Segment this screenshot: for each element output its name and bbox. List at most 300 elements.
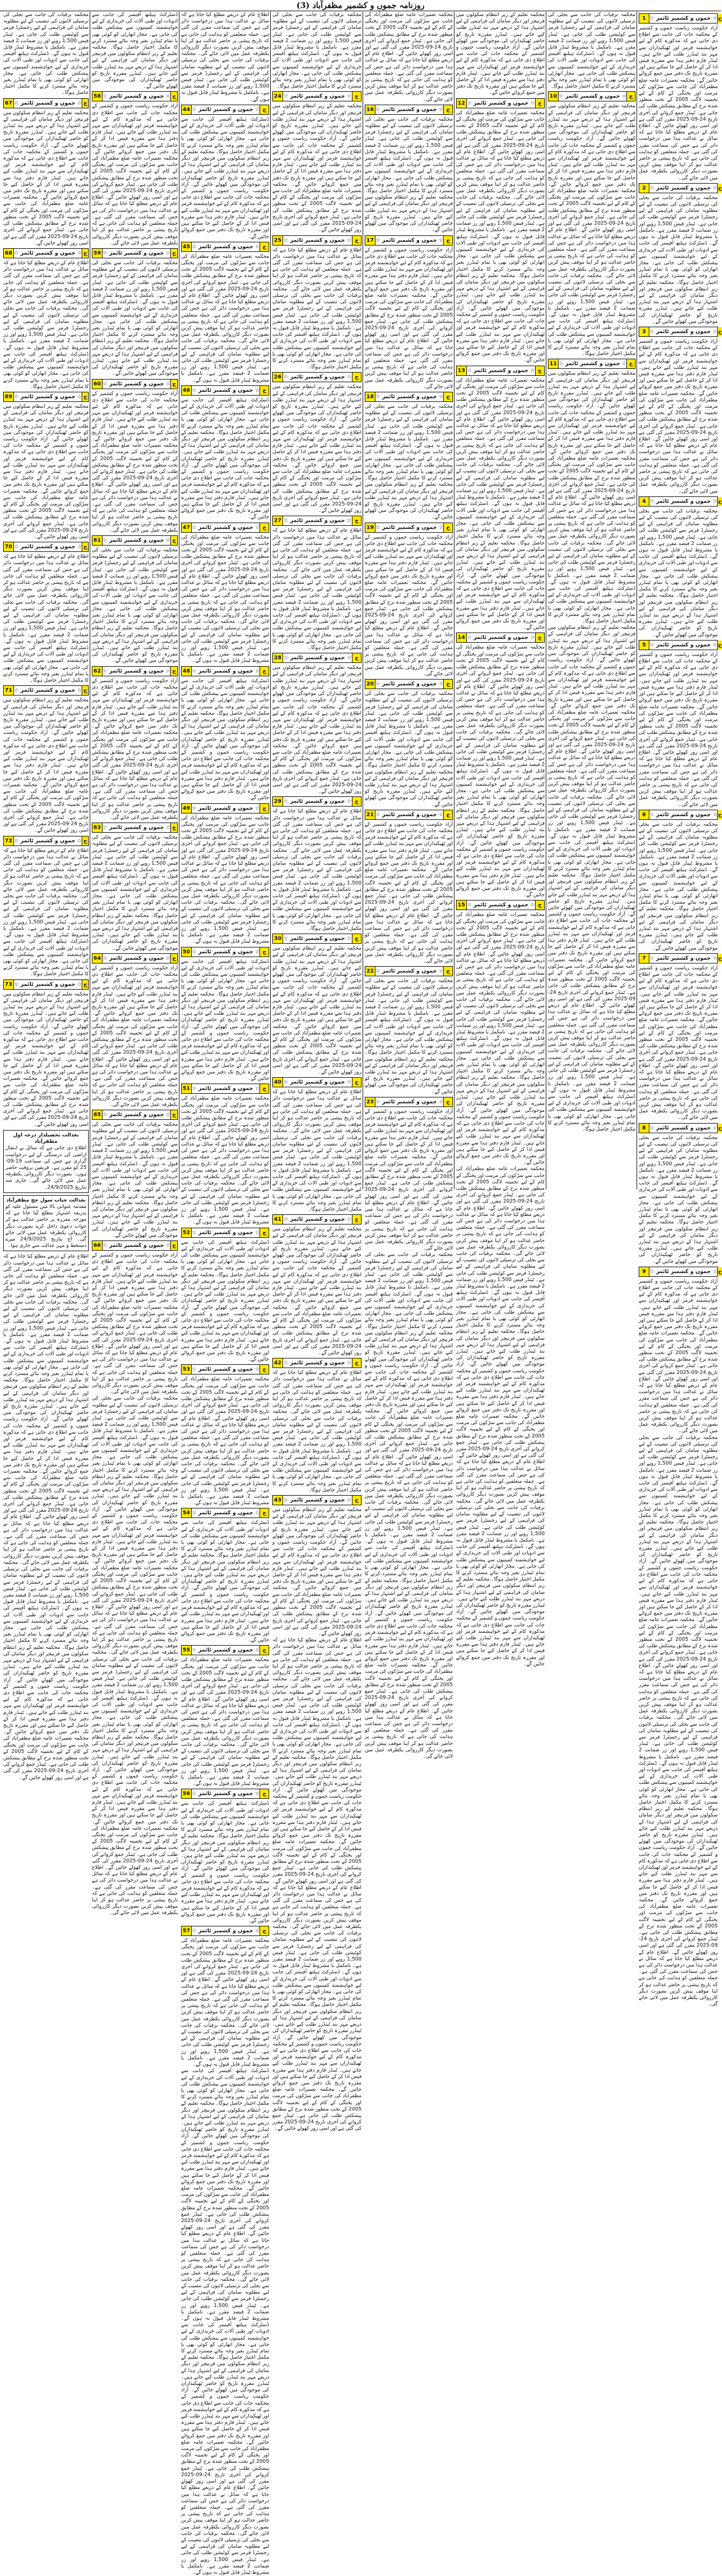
ad-body-text: آزاد حکومت ریاست جموں و کشمیر کے محکمہ جات کی جانب سے اطلاع دی جاتی ہے کہ مذکورہ کام کے لیے خواہشمند فرمز اور ٹھیکیداران سے مہر بند ٹینڈرز طلب کیے جاتے ہیں۔ ٹینڈر فارم دفتر ہذا سے مقررہ فیس ادا کر کے حاصل کیے جا سکتے ہیں اور مقررہ تاریخ تک دفتر میں جمع کروائے جائیں گے۔ محکمہ تعمیرات عامہ ضلع مظفرآباد کی جانب سے سڑکوں کی مرمت اور پختگی کے کام کے لیے تخمینہ لاگت 2005 کے تحت منظور شدہ نرخ کے مطابق پیشکش طلب کی جاتی ہے۔ ٹینڈر جمع کروانے کی آخری تاریخ 24-09-2025 مقرر کی گئی ہے اور اسی روز کھولے جائیں گے۔ اطلاع عام کے ذریعے مطلع کیا جاتا ہے کہ سائل نے عدالت ہذا میں درخواست دائر کی ہے جس کی سماعت مقرر کی گئی ہے۔ جملہ متعلقین کو ہدایت کی جاتی ہے کہ تاریخ پیشی پر حاضر عدالت ہو کر اپنا موقف پیش کریں بصورت دیگر کارروائی یکطرفہ عمل میں لائی جائے گی۔ (365, 1108, 453, 1252)
ad-title: ☆ جموں و کشمیر ٹائمز ☆ (192, 1086, 260, 1092)
ad-number-badge: 61 (92, 536, 103, 545)
ad-title: ☆ جموں و کشمیر ٹائمز ☆ (283, 1216, 352, 1223)
ad-body-text: ڈسٹرکٹ ہیلتھ آفیسر کی جانب سے ادویات اور طبی آلات کی خریداری کے لیے خواہشمند کمپنیوں سے پیشکش طلب کی جاتی ہے۔ مجاز اتھارٹی کو کوئی بھی یا تمام ٹینڈرز بغیر وجہ بتائے مسترد کرنے کا مکمل اختیار حاصل ہوگا۔ محکمہ تعلیم کے زیر انتظام سکولوں میں فرنیچر اور دیگر سامان کی فراہمی کے لیے اشتہار ہذا کے ذریعے مہر بند ٹینڈرز طلب کیے جاتے ہیں۔ ٹینڈرز مقررہ تاریخ کو حاضر ٹھیکیداران کی موجودگی میں کھولے جائیں گے۔ آزاد حکومت ریاست جموں و کشمیر کے محکمہ جات کی جانب سے اطلاع دی جاتی ہے کہ مذکورہ کام کے لیے خواہشمند فرمز اور ٹھیکیداران سے مہر بند ٹینڈرز طلب کیے جاتے ہیں۔ ٹینڈر فارم دفتر ہذا سے مقررہ فیس ادا کر کے حاصل کیے جا سکتے ہیں اور مقررہ تاریخ تک دفتر میں جمع کروائے جائیں گے۔ (181, 1520, 269, 1643)
ad-body-text: آزاد حکومت ریاست جموں و کشمیر کے محکمہ جات کی جانب سے اطلاع دی جاتی ہے کہ مذکورہ کام کے لیے خواہشمند فرمز اور ٹھیکیداران سے مہر بند ٹینڈرز طلب کیے جاتے ہیں۔ ٹینڈر فارم دفتر ہذا سے مقررہ فیس ادا کر کے حاصل کیے جا سکتے ہیں اور مقررہ تاریخ تک دفتر میں جمع کروائے جائیں گے۔ محکمہ تعمیرات عامہ ضلع مظفرآباد کی جانب سے سڑکوں کی مرمت اور پختگی کے کام کے لیے تخمینہ لاگت 2005 کے تحت منظور شدہ نرخ کے مطابق پیشکش طلب کی جاتی ہے۔ ٹینڈر جمع کروانے کی آخری تاریخ 24-09-2025 مقرر کی گئی ہے اور اسی روز کھولے جائیں گے۔ اطلاع عام کے ذریعے مطلع کیا جاتا ہے کہ سائل نے عدالت ہذا میں درخواست دائر کی ہے جس کی سماعت مقرر کی گئی ہے۔ جملہ متعلقین کو ہدایت کی جاتی ہے کہ تاریخ پیشی پر حاضر عدالت ہو کر اپنا موقف پیش کریں بصورت دیگر کارروائی یکطرفہ عمل میں لائی جائے گی۔ (639, 651, 718, 808)
newspaper-logo-icon: ج (260, 1789, 269, 1798)
ad-title: ☆ جموں و کشمیر ٹائمز ☆ (192, 106, 260, 113)
ad-body-text: محکمہ تعلیم کے زیر انتظام سکولوں میں فرنیچر اور دیگر سامان کی فراہمی کے لیے اشتہار ہذا کے ذریعے مہر بند ٹینڈرز طلب کیے جاتے ہیں۔ ٹینڈرز مقررہ تاریخ کو حاضر ٹھیکیداران کی موجودگی میں کھولے جائیں گے۔ آزاد حکومت ریاست جموں و کشمیر کے محکمہ جات کی جانب سے اطلاع دی جاتی ہے کہ مذکورہ کام کے لیے خواہشمند فرمز اور ٹھیکیداران سے مہر بند ٹینڈرز طلب کیے جاتے ہیں۔ ٹینڈر فارم دفتر ہذا سے مقررہ فیس ادا کر کے حاصل کیے جا سکتے ہیں اور مقررہ تاریخ تک دفتر میں جمع کروائے جائیں گے۔ محکمہ تعمیرات عامہ ضلع مظفرآباد کی جانب سے سڑکوں کی مرمت اور پختگی کے کام کے لیے تخمینہ لاگت 2005 کے تحت منظور شدہ نرخ کے مطابق پیشکش طلب کی جاتی ہے۔ ٹینڈر جمع کروانے کی آخری تاریخ 24-09-2025 مقرر کی گئی ہے اور اسی روز کھولے جائیں گے۔ اطلاع عام کے ذریعے مطلع کیا جاتا ہے کہ سائل نے عدالت ہذا میں درخواست دائر کی ہے جس کی سماعت مقرر کی گئی ہے۔ جملہ متعلقین کو ہدایت کی جاتی ہے کہ تاریخ پیشی پر حاضر عدالت ہو کر اپنا موقف پیش کریں بصورت دیگر کارروائی یکطرفہ عمل میں لائی جائے گی۔ محکمہ برقیات کی جانب سے بجلی کی ترسیلی لائنوں کی تنصیب کے لیے مطلوبہ سامان کی فراہمی کے لیے رجسٹرڈ فرمز سے کوٹیشن طلب کی جاتی ہے۔ ٹینڈر فیس 1,500 روپے اور زر ضمانت 2 فیصد مقرر ہے۔ نامکمل یا مشروط ٹینڈر قابل قبول نہ ہوں گے۔ ڈسٹرکٹ ہیلتھ آفیسر کی جانب سے ادویات اور طبی آلات کی خریداری کے لیے خواہشمند کمپنیوں سے پیشکش طلب کی جاتی ہے۔ مجاز اتھارٹی کو کوئی بھی یا تمام ٹینڈرز بغیر وجہ بتائے مسترد کرنے کا مکمل اختیار حاصل ہوگا۔ محکمہ تعلیم کے زیر انتظام سکولوں میں فرنیچر اور دیگر سامان کی فراہمی کے لیے اشتہار ہذا کے ذریعے مہر بند ٹینڈرز طلب کیے جاتے ہیں۔ ٹینڈرز مقررہ تاریخ کو حاضر ٹھیکیداران کی موجودگی میں کھولے جائیں گے۔ آزاد حکومت ریاست جموں و کشمیر کے محکمہ جات کی جانب سے اطلاع دی جاتی ہے کہ مذکورہ کام کے لیے خواہشمند فرمز اور ٹھیکیداران سے مہر بند ٹینڈرز طلب کیے جاتے ہیں۔ ٹینڈر فارم دفتر ہذا سے مقررہ فیس ادا کر کے حاصل کیے جا سکتے ہیں اور مقررہ تاریخ تک دفتر میں جمع کروائے جائیں گے۔ محکمہ تعمیرات عامہ ضلع مظفرآباد کی جانب سے سڑکوں کی مرمت اور پختگی کے کام کے لیے تخمینہ لاگت 2005 کے تحت منظور شدہ نرخ کے مطابق پیشکش طلب کی جاتی ہے۔ ٹینڈر جمع کروانے کی آخری تاریخ 24-09-2025 مقرر کی گئی ہے اور اسی روز کھولے جائیں گے۔ اطلاع عام کے ذریعے مطلع کیا جاتا ہے کہ سائل نے عدالت ہذا میں درخواست دائر کی ہے جس کی سماعت مقرر کی گئی ہے۔ جملہ متعلقین کو ہدایت کی جاتی ہے کہ تاریخ پیشی پر حاضر عدالت ہو کر اپنا موقف پیش کریں بصورت دیگر کارروائی یکطرفہ عمل میں لائی جائے گی۔ محکمہ برقیات کی جانب سے بجلی کی ترسیلی لائنوں کی تنصیب کے لیے مطلوبہ سامان کی فراہمی کے لیے رجسٹرڈ فرمز سے کوٹیشن طلب کی جاتی ہے۔ ٹینڈر فیس 1,500 روپے اور زر ضمانت 2 فیصد مقرر ہے۔ نامکمل یا مشروط ٹینڈر قابل قبول نہ ہوں گے۔ ڈسٹرکٹ ہیلتھ آفیسر کی جانب سے ادویات اور طبی آلات کی خریداری کے لیے خواہشمند کمپنیوں سے پیشکش طلب کی جاتی ہے۔ مجاز اتھارٹی کو کوئی بھی یا تمام ٹینڈرز بغیر وجہ بتائے مسترد کرنے کا مکمل اختیار حاصل ہوگا۔ (548, 625, 635, 1132)
ad-body-text: ڈسٹرکٹ ہیلتھ آفیسر کی جانب سے ادویات اور طبی آلات کی خریداری کے لیے خواہشمند کمپنیوں سے پیشکش طلب کی جاتی ہے۔ مجاز اتھارٹی کو کوئی بھی یا تمام ٹینڈرز بغیر وجہ بتائے مسترد کرنے کا مکمل اختیار حاصل ہوگا۔ محکمہ تعلیم کے زیر انتظام سکولوں میں فرنیچر اور دیگر سامان کی فراہمی کے لیے اشتہار ہذا کے ذریعے مہر بند ٹینڈرز طلب کیے جاتے ہیں۔ ٹینڈرز مقررہ تاریخ کو حاضر ٹھیکیداران کی موجودگی میں کھولے جائیں گے۔ آزاد حکومت ریاست جموں و کشمیر کے محکمہ جات کی جانب سے اطلاع دی جاتی ہے کہ مذکورہ کام کے لیے خواہشمند فرمز اور ٹھیکیداران سے مہر بند ٹینڈرز طلب کیے جاتے ہیں۔ ٹینڈر فارم دفتر ہذا سے مقررہ فیس ادا کر کے حاصل کیے جا سکتے ہیں اور مقررہ تاریخ تک دفتر میں جمع کروائے جائیں گے۔ (181, 677, 269, 801)
ad-number-badge: 45 (182, 242, 192, 251)
ad-body-text: محکمہ برقیات کی جانب سے بجلی کی ترسیلی لائنوں کی تنصیب کے لیے مطلوبہ سامان کی فراہمی کے لیے رجسٹرڈ فرمز سے کوٹیشن طلب کی جاتی ہے۔ ٹینڈر فیس 1,500 روپے اور زر ضمانت 2 فیصد مقرر ہے۔ نامکمل یا مشروط ٹینڈر قابل قبول نہ ہوں گے۔ ڈسٹرکٹ ہیلتھ آفیسر کی جانب سے ادویات اور طبی آلات کی خریداری کے لیے خواہشمند کمپنیوں سے پیشکش طلب کی جاتی ہے۔ مجاز اتھارٹی کو کوئی بھی یا تمام ٹینڈرز بغیر وجہ بتائے مسترد کرنے کا مکمل اختیار حاصل ہوگا۔ محکمہ تعلیم کے زیر انتظام سکولوں میں فرنیچر اور دیگر سامان کی فراہمی کے لیے اشتہار ہذا کے ذریعے مہر بند ٹینڈرز طلب کیے جاتے ہیں۔ ٹینڈرز مقررہ تاریخ کو حاضر ٹھیکیداران کی موجودگی میں کھولے جائیں گے۔ (365, 403, 453, 520)
ad-header (272, 516, 362, 526)
ad-body-text: محکمہ تعلیم کے زیر انتظام سکولوں میں فرنیچر اور دیگر سامان کی فراہمی کے لیے اشتہار ہذا کے ذریعے مہر بند ٹینڈرز طلب کیے جاتے ہیں۔ ٹینڈرز مقررہ تاریخ کو حاضر ٹھیکیداران کی موجودگی میں کھولے جائیں گے۔ آزاد حکومت ریاست جموں و کشمیر کے محکمہ جات کی جانب سے اطلاع دی جاتی ہے کہ مذکورہ کام کے لیے خواہشمند فرمز اور ٹھیکیداران سے مہر بند ٹینڈرز طلب کیے جاتے ہیں۔ ٹینڈر فارم دفتر ہذا سے مقررہ فیس ادا کر کے حاصل کیے جا سکتے ہیں اور مقررہ تاریخ تک دفتر میں جمع کروائے جائیں گے۔ محکمہ تعمیرات عامہ ضلع مظفرآباد کی جانب سے سڑکوں کی مرمت اور پختگی کے کام کے لیے تخمینہ لاگت 2005 کے تحت منظور شدہ نرخ کے مطابق پیشکش طلب کی جاتی ہے۔ ٹینڈر جمع کروانے کی آخری تاریخ 24-09-2025 مقرر کی گئی ہے اور اسی روز کھولے جائیں گے۔ اطلاع عام کے ذریعے مطلع کیا جاتا ہے کہ سائل نے عدالت ہذا میں درخواست دائر کی ہے جس کی سماعت مقرر کی گئی ہے۔ جملہ متعلقین کو ہدایت کی جاتی ہے کہ تاریخ پیشی پر حاضر عدالت ہو کر اپنا موقف پیش کریں بصورت دیگر کارروائی یکطرفہ عمل میں لائی جائے گی۔ محکمہ برقیات کی جانب سے بجلی کی ترسیلی لائنوں کی تنصیب کے لیے مطلوبہ سامان کی فراہمی کے لیے رجسٹرڈ فرمز سے کوٹیشن طلب کی جاتی ہے۔ ٹینڈر فیس 1,500 روپے اور زر ضمانت 2 فیصد مقرر ہے۔ نامکمل یا مشروط ٹینڈر قابل قبول نہ ہوں گے۔ ڈسٹرکٹ ہیلتھ آفیسر کی جانب سے ادویات اور طبی آلات کی خریداری کے لیے خواہشمند کمپنیوں سے پیشکش طلب کی جاتی ہے۔ مجاز اتھارٹی کو کوئی بھی یا تمام ٹینڈرز بغیر وجہ بتائے مسترد کرنے کا مکمل اختیار حاصل ہوگا۔ (548, 370, 635, 625)
ad-title: ☆ جموں و کشمیر ٹائمز ☆ (649, 15, 718, 21)
ad-title: ☆ جموں و کشمیر ٹائمز ☆ (192, 243, 260, 250)
ad-title: ☆ جموں و کشمیر ٹائمز ☆ (559, 93, 627, 100)
ad-body-text: محکمہ برقیات کی جانب سے بجلی کی ترسیلی لائنوں کی تنصیب کے لیے مطلوبہ سامان کی فراہمی کے لیے رجسٹرڈ فرمز سے کوٹیشن طلب کی جاتی ہے۔ ٹینڈر فیس 1,500 روپے اور زر ضمانت 2 فیصد مقرر ہے۔ نامکمل یا مشروط ٹینڈر قابل قبول نہ ہوں گے۔ ڈسٹرکٹ ہیلتھ آفیسر کی جانب سے ادویات اور طبی آلات کی خریداری کے لیے خواہشمند کمپنیوں سے پیشکش طلب کی جاتی ہے۔ مجاز اتھارٹی کو کوئی بھی یا تمام ٹینڈرز بغیر وجہ بتائے مسترد کرنے کا مکمل اختیار حاصل ہوگا۔ محکمہ تعلیم کے زیر انتظام سکولوں میں فرنیچر اور دیگر سامان کی فراہمی کے لیے اشتہار ہذا کے ذریعے مہر بند ٹینڈرز طلب کیے جاتے ہیں۔ ٹینڈرز مقررہ تاریخ کو حاضر ٹھیکیداران کی موجودگی میں کھولے جائیں گے۔ آزاد حکومت ریاست جموں و کشمیر کے محکمہ جات کی جانب سے اطلاع دی جاتی ہے کہ مذکورہ کام کے لیے خواہشمند فرمز اور ٹھیکیداران سے مہر بند ٹینڈرز طلب کیے جاتے ہیں۔ ٹینڈر فارم دفتر ہذا سے مقررہ فیس ادا کر کے حاصل کیے جا سکتے ہیں اور مقررہ تاریخ تک دفتر میں جمع کروائے جائیں گے۔ محکمہ تعمیرات عامہ ضلع مظفرآباد کی جانب سے سڑکوں کی مرمت اور پختگی کے کام کے لیے تخمینہ لاگت 2005 کے تحت منظور شدہ نرخ کے مطابق پیشکش طلب کی جاتی ہے۔ ٹینڈر جمع کروانے کی آخری تاریخ 24-09-2025 مقرر کی گئی ہے اور اسی روز کھولے جائیں گے۔ اطلاع عام کے ذریعے مطلع کیا جاتا ہے کہ سائل نے عدالت ہذا میں درخواست دائر کی ہے جس کی سماعت مقرر کی گئی ہے۔ جملہ متعلقین کو ہدایت کی جاتی ہے کہ تاریخ پیشی پر حاضر عدالت ہو کر اپنا موقف پیش کریں بصورت دیگر کارروائی یکطرفہ عمل میں لائی جائے گی۔ محکمہ برقیات کی جانب سے بجلی کی ترسیلی لائنوں کی تنصیب کے لیے مطلوبہ سامان کی فراہمی کے لیے رجسٹرڈ فرمز سے کوٹیشن طلب کی جاتی ہے۔ ٹینڈر فیس 1,500 روپے اور زر ضمانت 2 فیصد مقرر ہے۔ نامکمل یا مشروط ٹینڈر قابل قبول نہ ہوں گے۔ ڈسٹرکٹ ہیلتھ آفیسر کی جانب سے ادویات اور طبی آلات کی خریداری کے لیے خواہشمند کمپنیوں سے پیشکش طلب کی جاتی ہے۔ مجاز اتھارٹی کو کوئی بھی یا تمام ٹینڈرز بغیر وجہ بتائے مسترد کرنے کا مکمل اختیار حاصل ہوگا۔ محکمہ تعلیم کے زیر انتظام سکولوں میں فرنیچر اور دیگر سامان کی فراہمی کے لیے اشتہار ہذا کے ذریعے مہر بند ٹینڈرز طلب کیے جاتے ہیں۔ ٹینڈرز مقررہ تاریخ کو حاضر ٹھیکیداران کی موجودگی میں کھولے جائیں گے۔ آزاد حکومت ریاست جموں و کشمیر کے محکمہ جات کی جانب سے اطلاع دی جاتی ہے کہ مذکورہ کام کے لیے خواہشمند فرمز اور ٹھیکیداران سے مہر بند ٹینڈرز طلب کیے جاتے ہیں۔ ٹینڈر فارم دفتر ہذا سے مقررہ فیس ادا کر کے حاصل کیے جا سکتے ہیں اور مقررہ تاریخ تک دفتر میں جمع کروائے جائیں گے۔ محکمہ تعمیرات عامہ ضلع مظفرآباد کی جانب سے سڑکوں کی مرمت اور پختگی کے کام کے لیے تخمینہ لاگت 2005 کے تحت منظور شدہ نرخ کے مطابق پیشکش طلب کی جاتی ہے۔ ٹینڈر جمع کروانے کی آخری تاریخ 24-09-2025 مقرر کی گئی ہے اور اسی روز کھولے جائیں گے۔ اطلاع عام کے ذریعے مطلع کیا جاتا ہے کہ سائل نے عدالت ہذا میں درخواست دائر کی ہے جس کی سماعت مقرر کی گئی ہے۔ جملہ متعلقین کو ہدایت کی جاتی ہے کہ تاریخ پیشی پر حاضر عدالت ہو کر اپنا موقف پیش کریں بصورت دیگر کارروائی یکطرفہ عمل میں لائی جائے گی۔ (639, 1434, 718, 2008)
newspaper-logo-icon: ج (82, 99, 88, 108)
ad-title: ☆ جموں و کشمیر ٹائمز ☆ (375, 106, 444, 113)
ad-header (272, 372, 362, 382)
ad-header (92, 1240, 178, 1251)
newspaper-logo-icon: ج (717, 1267, 721, 1276)
newspaper-logo-icon: ج (260, 1084, 269, 1093)
ad-body-text: محکمہ تعمیرات عامہ ضلع مظفرآباد کی جانب سے سڑکوں کی مرمت اور پختگی کے کام کے لیے تخمینہ لاگت 2005 کے تحت منظور شدہ نرخ کے مطابق پیشکش طلب کی جاتی ہے۔ ٹینڈر جمع کروانے کی آخری تاریخ 24-09-2025 مقرر کی گئی ہے اور اسی روز کھولے جائیں گے۔ اطلاع عام کے ذریعے مطلع کیا جاتا ہے کہ سائل نے عدالت ہذا میں درخواست دائر کی ہے جس کی سماعت مقرر کی گئی ہے۔ جملہ متعلقین کو ہدایت کی جاتی ہے کہ تاریخ پیشی پر حاضر عدالت ہو کر اپنا موقف پیش کریں بصورت دیگر کارروائی یکطرفہ عمل میں لائی جائے گی۔ محکمہ برقیات کی جانب سے بجلی کی ترسیلی لائنوں کی تنصیب کے لیے مطلوبہ سامان کی فراہمی کے لیے رجسٹرڈ فرمز سے کوٹیشن طلب کی جاتی ہے۔ ٹینڈر فیس 1,500 روپے اور زر ضمانت 2 فیصد مقرر ہے۔ نامکمل یا مشروط ٹینڈر قابل قبول نہ ہوں گے۔ (181, 253, 269, 383)
ad-number-badge: 28 (273, 653, 283, 662)
ad-number-badge: 24 (273, 92, 283, 101)
ad-title: ☆ جموں و کشمیر ٹائمز ☆ (192, 387, 260, 393)
column-7 (91, 12, 179, 1916)
newspaper-logo-icon: ج (352, 1496, 361, 1505)
ad-header (456, 900, 545, 910)
ad-body-text: محکمہ برقیات کی جانب سے بجلی کی ترسیلی لائنوں کی تنصیب کے لیے مطلوبہ سامان کی فراہمی کے لیے رجسٹرڈ فرمز سے کوٹیشن طلب کی جاتی ہے۔ ٹینڈر فیس 1,500 روپے اور زر ضمانت 2 فیصد مقرر ہے۔ نامکمل یا مشروط ٹینڈر قابل قبول نہ ہوں گے۔ ڈسٹرکٹ ہیلتھ آفیسر کی جانب سے ادویات اور طبی آلات کی خریداری کے لیے خواہشمند کمپنیوں سے پیشکش طلب کی جاتی ہے۔ مجاز اتھارٹی کو کوئی بھی یا تمام ٹینڈرز بغیر وجہ بتائے مسترد کرنے کا مکمل اختیار حاصل ہوگا۔ محکمہ تعلیم کے زیر انتظام سکولوں میں فرنیچر اور دیگر سامان کی فراہمی کے لیے اشتہار ہذا کے ذریعے مہر بند ٹینڈرز طلب کیے جاتے ہیں۔ ٹینڈرز مقررہ تاریخ کو حاضر ٹھیکیداران کی موجودگی میں کھولے جائیں گے۔ (639, 1134, 718, 1265)
ad-title: ☆ جموں و کشمیر ٹائمز ☆ (192, 1510, 260, 1516)
ad-header (181, 385, 269, 396)
ad-title: ☆ جموں و کشمیر ٹائمز ☆ (649, 185, 718, 191)
ad-header (365, 810, 453, 820)
ad-number-badge: 56 (182, 1789, 192, 1798)
ad-number-badge: 3 (639, 327, 649, 336)
newspaper-logo-icon: ج (717, 810, 721, 819)
ad-body-text: محکمہ برقیات کی جانب سے بجلی کی ترسیلی لائنوں کی تنصیب کے لیے مطلوبہ سامان کی فراہمی کے لیے رجسٹرڈ فرمز سے کوٹیشن طلب کی جاتی ہے۔ ٹینڈر فیس 1,500 روپے اور زر ضمانت 2 فیصد مقرر ہے۔ نامکمل یا مشروط ٹینڈر قابل قبول نہ ہوں گے۔ ڈسٹرکٹ ہیلتھ آفیسر کی جانب سے ادویات اور طبی آلات کی خریداری کے لیے خواہشمند کمپنیوں سے پیشکش طلب کی جاتی ہے۔ مجاز اتھارٹی کو کوئی بھی یا تمام ٹینڈرز بغیر وجہ بتائے مسترد کرنے کا مکمل اختیار حاصل ہوگا۔ محکمہ تعلیم کے زیر انتظام سکولوں میں فرنیچر اور دیگر سامان کی فراہمی کے لیے اشتہار ہذا کے ذریعے مہر بند ٹینڈرز طلب کیے جاتے ہیں۔ ٹینڈرز مقررہ تاریخ کو حاضر ٹھیکیداران کی موجودگی میں کھولے جائیں گے۔ آزاد حکومت ریاست جموں و کشمیر کے محکمہ جات کی جانب سے اطلاع دی جاتی ہے کہ مذکورہ کام کے لیے خواہشمند فرمز اور ٹھیکیداران سے مہر بند ٹینڈرز طلب کیے جاتے ہیں۔ ٹینڈر فارم دفتر ہذا سے مقررہ فیس ادا کر کے حاصل کیے جا سکتے ہیں اور مقررہ تاریخ تک دفتر میں جمع کروائے جائیں گے۔ محکمہ تعمیرات عامہ ضلع مظفرآباد کی جانب سے سڑکوں کی مرمت اور پختگی کے کام کے لیے تخمینہ لاگت 2005 کے تحت منظور شدہ نرخ کے مطابق پیشکش طلب کی جاتی ہے۔ ٹینڈر جمع کروانے کی آخری تاریخ 24-09-2025 مقرر کی گئی ہے اور اسی روز کھولے جائیں گے۔ اطلاع عام کے ذریعے مطلع کیا جاتا ہے کہ سائل نے عدالت ہذا میں درخواست دائر کی ہے جس کی سماعت مقرر کی گئی ہے۔ جملہ متعلقین کو ہدایت کی جاتی ہے کہ تاریخ پیشی پر حاضر عدالت ہو کر اپنا موقف پیش کریں بصورت دیگر کارروائی یکطرفہ عمل میں لائی جائے گی۔ محکمہ برقیات کی جانب سے بجلی کی ترسیلی لائنوں کی تنصیب کے لیے مطلوبہ سامان کی فراہمی کے لیے رجسٹرڈ فرمز سے کوٹیشن طلب کی جاتی ہے۔ ٹینڈر فیس 1,500 روپے اور زر ضمانت 2 فیصد مقرر ہے۔ نامکمل یا مشروط ٹینڈر قابل قبول نہ ہوں گے۔ ڈسٹرکٹ ہیلتھ آفیسر کی جانب سے ادویات اور طبی آلات کی خریداری کے لیے خواہشمند کمپنیوں سے پیشکش طلب کی جاتی ہے۔ مجاز اتھارٹی کو کوئی بھی یا تمام ٹینڈرز بغیر وجہ بتائے مسترد کرنے کا مکمل اختیار حاصل ہوگا۔ محکمہ تعلیم کے زیر انتظام سکولوں میں فرنیچر اور دیگر سامان کی فراہمی کے لیے اشتہار ہذا کے ذریعے مہر بند ٹینڈرز طلب کیے جاتے ہیں۔ ٹینڈرز مقررہ تاریخ کو حاضر ٹھیکیداران کی موجودگی میں کھولے جائیں گے۔ آزاد حکومت ریاست جموں و کشمیر کے محکمہ جات کی جانب سے اطلاع دی جاتی ہے کہ مذکورہ کام کے لیے خواہشمند فرمز اور ٹھیکیداران سے مہر بند ٹینڈرز طلب کیے جاتے ہیں۔ ٹینڈر فارم دفتر ہذا سے مقررہ فیس ادا کر کے حاصل کیے جا سکتے ہیں اور مقررہ تاریخ تک دفتر میں جمع کروائے جائیں گے۔ محکمہ تعمیرات عامہ ضلع مظفرآباد کی جانب سے سڑکوں کی مرمت اور پختگی کے کام کے لیے تخمینہ لاگت 2005 کے تحت منظور شدہ نرخ کے مطابق پیشکش طلب کی جاتی ہے۔ ٹینڈر جمع کروانے کی آخری تاریخ 24-09-2025 مقرر کی گئی ہے اور اسی روز کھولے جائیں گے۔ اطلاع عام کے ذریعے مطلع کیا جاتا ہے کہ سائل نے عدالت ہذا میں درخواست دائر کی ہے جس کی سماعت مقرر کی گئی ہے۔ جملہ متعلقین کو ہدایت کی جاتی ہے کہ تاریخ پیشی پر حاضر عدالت ہو کر اپنا موقف پیش کریں بصورت دیگر کارروائی یکطرفہ عمل میں لائی جائے گی۔ (92, 1395, 178, 1916)
ad-header (639, 496, 722, 507)
ad-header (456, 633, 545, 643)
court-notice-text: مقدمہ عنوانی بالا میں مسئول علیہ کو بذریعہ اشتہار مطلع کیا جاتا ہے کہ مورخہ مقررہ پر حاضر عدالت ہو کر جواب دعویٰ داخل کرے بصورت دیگر کارروائی یکطرفہ عمل میں لائی جائے گی۔ آج بتاریخ 24/9/2025 میرے دستخط و مہر عدالت سے جاری ہوا۔ (5, 1203, 87, 1249)
ad-body-text: محکمہ برقیات کی جانب سے بجلی کی ترسیلی لائنوں کی تنصیب کے لیے مطلوبہ سامان کی فراہمی کے لیے رجسٹرڈ فرمز سے کوٹیشن طلب کی جاتی ہے۔ ٹینڈر فیس 1,500 روپے اور زر ضمانت 2 فیصد مقرر ہے۔ نامکمل یا مشروط ٹینڈر قابل قبول نہ ہوں گے۔ ڈسٹرکٹ ہیلتھ آفیسر کی جانب سے ادویات اور طبی آلات کی خریداری کے لیے خواہشمند کمپنیوں سے پیشکش طلب کی جاتی ہے۔ مجاز اتھارٹی کو کوئی بھی یا تمام ٹینڈرز بغیر وجہ بتائے مسترد کرنے کا مکمل اختیار حاصل ہوگا۔ محکمہ تعلیم کے زیر انتظام سکولوں میں فرنیچر اور دیگر سامان کی فراہمی کے لیے اشتہار ہذا کے ذریعے مہر بند ٹینڈرز طلب کیے جاتے ہیں۔ ٹینڈرز مقررہ تاریخ کو حاضر ٹھیکیداران کی موجودگی میں کھولے جائیں گے۔ (639, 194, 718, 325)
ad-header (272, 1077, 362, 1087)
column-6 (180, 12, 270, 2575)
ad-number-badge: 27 (273, 516, 283, 525)
ad-header (181, 242, 269, 252)
ad-number-badge: 62 (92, 667, 103, 676)
ad-number-badge: 19 (365, 523, 375, 532)
ad-number-badge: 54 (182, 1508, 192, 1518)
ad-number-badge: 4 (639, 497, 649, 506)
ad-title: ☆ جموں و کشمیر ٹائمز ☆ (649, 642, 718, 648)
newspaper-logo-icon: ج (717, 954, 721, 963)
ad-header (181, 947, 269, 957)
ad-title: ☆ جموں و کشمیر ٹائمز ☆ (283, 936, 352, 942)
ad-body-text: محکمہ تعمیرات عامہ ضلع مظفرآباد کی جانب سے سڑکوں کی مرمت اور پختگی کے کام کے لیے تخمینہ لاگت 2005 کے تحت منظور شدہ نرخ کے مطابق پیشکش طلب کی جاتی ہے۔ ٹینڈر جمع کروانے کی آخری تاریخ 24-09-2025 مقرر کی گئی ہے اور اسی روز کھولے جائیں گے۔ اطلاع عام کے ذریعے مطلع کیا جاتا ہے کہ سائل نے عدالت ہذا میں درخواست دائر کی ہے جس کی سماعت مقرر کی گئی ہے۔ جملہ متعلقین کو ہدایت کی جاتی ہے کہ تاریخ پیشی پر حاضر عدالت ہو کر اپنا موقف پیش کریں بصورت دیگر کارروائی یکطرفہ عمل میں لائی جائے گی۔ محکمہ برقیات کی جانب سے بجلی کی ترسیلی لائنوں کی تنصیب کے لیے مطلوبہ سامان کی فراہمی کے لیے رجسٹرڈ فرمز سے کوٹیشن طلب کی جاتی ہے۔ ٹینڈر فیس 1,500 روپے اور زر ضمانت 2 فیصد مقرر ہے۔ نامکمل یا مشروط ٹینڈر قابل قبول نہ ہوں گے۔ (181, 1376, 269, 1506)
ad-body-text: محکمہ تعمیرات عامہ ضلع مظفرآباد کی جانب سے سڑکوں کی مرمت اور پختگی کے کام کے لیے تخمینہ لاگت 2005 کے تحت منظور شدہ نرخ کے مطابق پیشکش طلب کی جاتی ہے۔ ٹینڈر جمع کروانے کی آخری تاریخ 24-09-2025 مقرر کی گئی ہے اور اسی روز کھولے جائیں گے۔ اطلاع عام کے ذریعے مطلع کیا جاتا ہے کہ سائل نے عدالت ہذا میں درخواست دائر کی ہے جس کی سماعت مقرر کی گئی ہے۔ جملہ متعلقین کو ہدایت کی جاتی ہے کہ تاریخ پیشی پر حاضر عدالت ہو کر اپنا موقف پیش کریں بصورت دیگر کارروائی یکطرفہ عمل میں لائی جائے گی۔ محکمہ برقیات کی جانب سے بجلی کی ترسیلی لائنوں کی تنصیب کے لیے مطلوبہ سامان کی فراہمی کے لیے رجسٹرڈ فرمز سے کوٹیشن طلب کی جاتی ہے۔ ٹینڈر فیس 1,500 روپے اور زر ضمانت 2 فیصد مقرر ہے۔ نامکمل یا مشروط ٹینڈر قابل قبول نہ ہوں گے۔ (181, 1095, 269, 1226)
ad-number-badge: 43 (273, 1496, 283, 1505)
court-notice-heading: بعدالت تحصیلدار درجہ اول مظفرآباد (13, 1132, 79, 1145)
ad-header (181, 1645, 269, 1655)
ad-number-badge: 51 (182, 1084, 192, 1093)
ad-title: ☆ جموں و کشمیر ٹائمز ☆ (103, 93, 171, 100)
ad-title: ☆ جموں و کشمیر ٹائمز ☆ (14, 250, 82, 256)
ad-body-text: اطلاع عام کے ذریعے مطلع کیا جاتا ہے کہ سائل نے عدالت ہذا میں درخواست دائر کی ہے جس کی سماعت مقرر کی گئی ہے۔ جملہ متعلقین کو ہدایت کی جاتی ہے کہ تاریخ پیشی پر حاضر عدالت ہو کر اپنا موقف پیش کریں بصورت دیگر کارروائی یکطرفہ عمل میں لائی جائے گی۔ محکمہ برقیات کی جانب سے بجلی کی ترسیلی لائنوں کی تنصیب کے لیے مطلوبہ سامان کی فراہمی کے لیے رجسٹرڈ فرمز سے کوٹیشن طلب کی جاتی ہے۔ ٹینڈر فیس 1,500 روپے اور زر ضمانت 2 فیصد مقرر ہے۔ نامکمل یا مشروط ٹینڈر قابل قبول نہ ہوں گے۔ ڈسٹرکٹ ہیلتھ آفیسر کی جانب سے ادویات اور طبی آلات کی خریداری کے لیے خواہشمند کمپنیوں سے پیشکش طلب کی جاتی ہے۔ مجاز اتھارٹی کو کوئی بھی یا تمام ٹینڈرز بغیر وجہ بتائے مسترد کرنے کا مکمل اختیار حاصل ہوگا۔ (3, 847, 89, 977)
newspaper-logo-icon: ج (352, 373, 361, 382)
ad-body-text: محکمہ برقیات کی جانب سے بجلی کی ترسیلی لائنوں کی تنصیب کے لیے مطلوبہ سامان کی فراہمی کے لیے رجسٹرڈ فرمز سے کوٹیشن طلب کی جاتی ہے۔ ٹینڈر فیس 1,500 روپے اور زر ضمانت 2 فیصد مقرر ہے۔ نامکمل یا مشروط ٹینڈر قابل قبول نہ ہوں گے۔ ڈسٹرکٹ ہیلتھ آفیسر کی جانب سے ادویات اور طبی آلات کی خریداری کے لیے خواہشمند کمپنیوں سے پیشکش طلب کی جاتی ہے۔ مجاز اتھارٹی کو کوئی بھی یا تمام ٹینڈرز بغیر وجہ بتائے مسترد کرنے کا مکمل اختیار حاصل ہوگا۔ (3, 12, 89, 96)
ad-body-text: محکمہ تعمیرات عامہ ضلع مظفرآباد کی جانب سے سڑکوں کی مرمت اور پختگی کے کام کے لیے تخمینہ لاگت 2005 کے تحت منظور شدہ نرخ کے مطابق پیشکش طلب کی جاتی ہے۔ ٹینڈر جمع کروانے کی آخری تاریخ 24-09-2025 مقرر کی گئی ہے اور اسی روز کھولے جائیں گے۔ اطلاع عام کے ذریعے مطلع کیا جاتا ہے کہ سائل نے عدالت ہذا میں درخواست دائر کی ہے جس کی سماعت مقرر کی گئی ہے۔ جملہ متعلقین کو ہدایت کی جاتی ہے کہ تاریخ پیشی پر حاضر عدالت ہو کر اپنا موقف پیش کریں بصورت دیگر کارروائی یکطرفہ عمل میں لائی جائے گی۔ محکمہ برقیات کی جانب سے بجلی کی ترسیلی لائنوں کی تنصیب کے لیے مطلوبہ سامان کی فراہمی کے لیے رجسٹرڈ فرمز سے کوٹیشن طلب کی جاتی ہے۔ ٹینڈر فیس 1,500 روپے اور زر ضمانت 2 فیصد مقرر ہے۔ نامکمل یا مشروط ٹینڈر قابل قبول نہ ہوں گے۔ ڈسٹرکٹ ہیلتھ آفیسر کی جانب سے ادویات اور طبی آلات کی خریداری کے لیے خواہشمند کمپنیوں سے پیشکش طلب کی جاتی ہے۔ مجاز اتھارٹی کو کوئی بھی یا تمام ٹینڈرز بغیر وجہ بتائے مسترد کرنے کا مکمل اختیار حاصل ہوگا۔ محکمہ تعلیم کے زیر انتظام سکولوں میں فرنیچر اور دیگر سامان کی فراہمی کے لیے اشتہار ہذا کے ذریعے مہر بند ٹینڈرز طلب کیے جاتے ہیں۔ ٹینڈرز مقررہ تاریخ کو حاضر ٹھیکیداران کی موجودگی میں کھولے جائیں گے۔ آزاد حکومت ریاست جموں و کشمیر کے محکمہ جات کی جانب سے اطلاع دی جاتی ہے کہ مذکورہ کام کے لیے خواہشمند فرمز اور ٹھیکیداران سے مہر بند ٹینڈرز طلب کیے جاتے ہیں۔ ٹینڈر فارم دفتر ہذا سے مقررہ فیس ادا کر کے حاصل کیے جا سکتے ہیں اور مقررہ تاریخ تک دفتر میں جمع کروائے جائیں گے۔ محکمہ تعمیرات عامہ ضلع مظفرآباد کی جانب سے سڑکوں کی مرمت اور پختگی کے کام کے لیے تخمینہ لاگت 2005 کے تحت منظور شدہ نرخ کے مطابق پیشکش طلب کی جاتی ہے۔ ٹینڈر جمع کروانے کی آخری تاریخ 24-09-2025 مقرر کی گئی ہے اور اسی روز کھولے جائیں گے۔ اطلاع عام کے ذریعے مطلع کیا جاتا ہے کہ سائل نے عدالت ہذا میں درخواست دائر کی ہے جس کی سماعت مقرر کی گئی ہے۔ جملہ متعلقین کو ہدایت کی جاتی ہے کہ تاریخ پیشی پر حاضر عدالت ہو کر اپنا موقف پیش کریں بصورت دیگر کارروائی یکطرفہ عمل میں لائی جائے گی۔ محکمہ برقیات کی جانب سے بجلی کی ترسیلی لائنوں کی تنصیب کے لیے مطلوبہ سامان کی فراہمی کے لیے رجسٹرڈ فرمز سے کوٹیشن طلب کی جاتی ہے۔ ٹینڈر فیس 1,500 روپے اور زر ضمانت 2 فیصد مقرر ہے۔ نامکمل یا مشروط ٹینڈر قابل قبول نہ ہوں گے۔ ڈسٹرکٹ ہیلتھ آفیسر کی جانب سے ادویات اور طبی آلات کی خریداری کے لیے خواہشمند کمپنیوں سے پیشکش طلب کی جاتی ہے۔ مجاز اتھارٹی کو کوئی بھی یا تمام ٹینڈرز بغیر وجہ بتائے مسترد کرنے کا مکمل اختیار حاصل ہوگا۔ محکمہ تعلیم کے زیر انتظام سکولوں میں فرنیچر اور دیگر سامان کی فراہمی کے لیے اشتہار ہذا کے ذریعے مہر بند ٹینڈرز طلب کیے جاتے ہیں۔ ٹینڈرز مقررہ تاریخ کو حاضر ٹھیکیداران کی موجودگی میں کھولے جائیں گے۔ آزاد حکومت ریاست جموں و کشمیر کے محکمہ جات کی جانب سے اطلاع دی جاتی ہے کہ مذکورہ کام کے لیے خواہشمند فرمز اور ٹھیکیداران سے مہر بند ٹینڈرز طلب کیے جاتے ہیں۔ ٹینڈر فارم دفتر ہذا سے مقررہ فیس ادا کر کے حاصل کیے جا سکتے ہیں اور مقررہ تاریخ تک دفتر میں جمع کروائے جائیں گے۔ (456, 1166, 545, 1667)
ad-body-text: محکمہ تعلیم کے زیر انتظام سکولوں میں فرنیچر اور دیگر سامان کی فراہمی کے لیے اشتہار ہذا کے ذریعے مہر بند ٹینڈرز طلب کیے جاتے ہیں۔ ٹینڈرز مقررہ تاریخ کو حاضر ٹھیکیداران کی موجودگی میں کھولے جائیں گے۔ آزاد حکومت ریاست جموں و کشمیر کے محکمہ جات کی جانب سے اطلاع دی جاتی ہے کہ مذکورہ کام کے لیے خواہشمند فرمز اور ٹھیکیداران سے مہر بند ٹینڈرز طلب کیے جاتے ہیں۔ ٹینڈر فارم دفتر ہذا سے مقررہ فیس ادا کر کے حاصل کیے جا سکتے ہیں اور مقررہ تاریخ تک دفتر میں جمع کروائے جائیں گے۔ محکمہ تعمیرات عامہ ضلع مظفرآباد کی جانب سے سڑکوں کی مرمت اور پختگی کے کام کے لیے تخمینہ لاگت 2005 کے تحت منظور شدہ نرخ کے مطابق پیشکش طلب کی جاتی ہے۔ ٹینڈر جمع کروانے کی آخری تاریخ 24-09-2025 مقرر کی گئی ہے اور اسی روز کھولے جائیں گے۔ (3, 109, 89, 246)
newspaper-logo-icon: ج (717, 327, 721, 336)
ad-header (272, 796, 362, 807)
ad-number-badge: 58 (92, 92, 103, 101)
newspaper-logo-icon: ج (170, 954, 177, 963)
ad-number-badge: 60 (92, 380, 103, 389)
ad-number-badge: 53 (182, 1365, 192, 1374)
ad-number-badge: 5 (639, 641, 649, 650)
ad-title: ☆ جموں و کشمیر ٹائمز ☆ (14, 544, 82, 550)
ad-body-text: محکمہ تعلیم کے زیر انتظام سکولوں میں فرنیچر اور دیگر سامان کی فراہمی کے لیے اشتہار ہذا کے ذریعے مہر بند ٹینڈرز طلب کیے جاتے ہیں۔ ٹینڈرز مقررہ تاریخ کو حاضر ٹھیکیداران کی موجودگی میں کھولے جائیں گے۔ آزاد حکومت ریاست جموں و کشمیر کے محکمہ جات کی جانب سے اطلاع دی جاتی ہے کہ مذکورہ کام کے لیے خواہشمند فرمز اور ٹھیکیداران سے مہر بند ٹینڈرز طلب کیے جاتے ہیں۔ ٹینڈر فارم دفتر ہذا سے مقررہ فیس ادا کر کے حاصل کیے جا سکتے ہیں اور مقررہ تاریخ تک دفتر میں جمع کروائے جائیں گے۔ محکمہ تعمیرات عامہ ضلع مظفرآباد کی جانب سے سڑکوں کی مرمت اور پختگی کے کام کے لیے تخمینہ لاگت 2005 کے تحت منظور شدہ نرخ کے مطابق پیشکش طلب کی جاتی ہے۔ ٹینڈر جمع کروانے کی آخری تاریخ 24-09-2025 مقرر کی گئی ہے اور اسی روز کھولے جائیں گے۔ (272, 384, 362, 514)
ad-header (181, 1364, 269, 1374)
ad-header (365, 392, 453, 402)
ad-title: ☆ جموں و کشمیر ٹائمز ☆ (559, 361, 627, 367)
ad-body-text: محکمہ تعلیم کے زیر انتظام سکولوں میں فرنیچر اور دیگر سامان کی فراہمی کے لیے اشتہار ہذا کے ذریعے مہر بند ٹینڈرز طلب کیے جاتے ہیں۔ ٹینڈرز مقررہ تاریخ کو حاضر ٹھیکیداران کی موجودگی میں کھولے جائیں گے۔ آزاد حکومت ریاست جموں و کشمیر کے محکمہ جات کی جانب سے اطلاع دی جاتی ہے کہ مذکورہ کام کے لیے خواہشمند فرمز اور ٹھیکیداران سے مہر بند ٹینڈرز طلب کیے جاتے ہیں۔ ٹینڈر فارم دفتر ہذا سے مقررہ فیس ادا کر کے حاصل کیے جا سکتے ہیں اور مقررہ تاریخ تک دفتر میں جمع کروائے جائیں گے۔ محکمہ تعمیرات عامہ ضلع مظفرآباد کی جانب سے سڑکوں کی مرمت اور پختگی کے کام کے لیے تخمینہ لاگت 2005 کے تحت منظور شدہ نرخ کے مطابق پیشکش طلب کی جاتی ہے۔ ٹینڈر جمع کروانے کی آخری تاریخ 24-09-2025 مقرر کی گئی ہے اور اسی روز کھولے جائیں گے۔ (3, 403, 89, 540)
ad-title: ☆ جموں و کشمیر ٹائمز ☆ (192, 1366, 260, 1373)
ad-title: ☆ جموں و کشمیر ٹائمز ☆ (283, 518, 352, 524)
ad-header (639, 327, 722, 337)
ad-title: ☆ جموں و کشمیر ٹائمز ☆ (283, 93, 352, 100)
newspaper-logo-icon: ج (535, 900, 544, 910)
newspaper-logo-icon: ج (443, 967, 452, 976)
ad-number-badge: 73 (4, 980, 14, 989)
column-5 (271, 12, 363, 2132)
masthead: روزنامہ جموں و کشمیر مظفرآباد (3) (0, 0, 721, 11)
ad-header (3, 836, 89, 846)
newspaper-logo-icon: ج (170, 667, 177, 676)
ad-number-badge: 69 (4, 392, 14, 401)
ad-header (3, 248, 89, 258)
ad-number-badge: 55 (182, 1646, 192, 1655)
ad-number-badge: 9 (639, 1267, 649, 1276)
newspaper-logo-icon: ج (170, 380, 177, 389)
newspaper-logo-icon: ج (260, 667, 269, 676)
ad-title: ☆ جموں و کشمیر ٹائمز ☆ (283, 374, 352, 381)
ad-title: ☆ جموں و کشمیر ٹائمز ☆ (192, 1791, 260, 1797)
ad-number-badge: 41 (273, 1215, 283, 1224)
ad-header (181, 666, 269, 676)
ad-number-badge: 6 (639, 810, 649, 819)
ad-body-text: محکمہ برقیات کی جانب سے بجلی کی ترسیلی لائنوں کی تنصیب کے لیے مطلوبہ سامان کی فراہمی کے لیے رجسٹرڈ فرمز سے کوٹیشن طلب کی جاتی ہے۔ ٹینڈر فیس 1,500 روپے اور زر ضمانت 2 فیصد مقرر ہے۔ نامکمل یا مشروط ٹینڈر قابل قبول نہ ہوں گے۔ ڈسٹرکٹ ہیلتھ آفیسر کی جانب سے ادویات اور طبی آلات کی خریداری کے لیے خواہشمند کمپنیوں سے پیشکش طلب کی جاتی ہے۔ مجاز اتھارٹی کو کوئی بھی یا تمام ٹینڈرز بغیر وجہ بتائے مسترد کرنے کا مکمل اختیار حاصل ہوگا۔ (272, 12, 362, 90)
ad-title: ☆ جموں و کشمیر ٹائمز ☆ (649, 498, 718, 504)
ad-title: ☆ جموں و کشمیر ٹائمز ☆ (103, 955, 171, 961)
ad-number-badge: 2 (639, 184, 649, 193)
ad-body-text: محکمہ برقیات کی جانب سے بجلی کی ترسیلی لائنوں کی تنصیب کے لیے مطلوبہ سامان کی فراہمی کے لیے رجسٹرڈ فرمز سے کوٹیشن طلب کی جاتی ہے۔ ٹینڈر فیس 1,500 روپے اور زر ضمانت 2 فیصد مقرر ہے۔ نامکمل یا مشروط ٹینڈر قابل قبول نہ ہوں گے۔ ڈسٹرکٹ ہیلتھ آفیسر کی جانب سے ادویات اور طبی آلات کی خریداری کے لیے خواہشمند کمپنیوں سے پیشکش طلب کی جاتی ہے۔ مجاز اتھارٹی کو کوئی بھی یا تمام ٹینڈرز بغیر وجہ بتائے مسترد کرنے کا مکمل اختیار حاصل ہوگا۔ محکمہ تعلیم کے زیر انتظام سکولوں میں فرنیچر اور دیگر سامان کی فراہمی کے لیے اشتہار ہذا کے ذریعے مہر بند ٹینڈرز طلب کیے جاتے ہیں۔ ٹینڈرز مقررہ تاریخ کو حاضر ٹھیکیداران کی موجودگی میں کھولے جائیں گے۔ (92, 1121, 178, 1238)
newspaper-logo-icon: ج (352, 653, 361, 662)
newspaper-logo-icon: ج (626, 359, 635, 368)
newspaper-logo-icon: ج (535, 366, 544, 375)
newspaper-logo-icon: ج (170, 249, 177, 258)
newspaper-logo-icon: ج (82, 686, 88, 695)
ad-title: ☆ جموں و کشمیر ٹائمز ☆ (14, 100, 82, 106)
ad-body-text: محکمہ برقیات کی جانب سے بجلی کی ترسیلی لائنوں کی تنصیب کے لیے مطلوبہ سامان کی فراہمی کے لیے رجسٹرڈ فرمز سے کوٹیشن طلب کی جاتی ہے۔ ٹینڈر فیس 1,500 روپے اور زر ضمانت 2 فیصد مقرر ہے۔ نامکمل یا مشروط ٹینڈر قابل قبول نہ ہوں گے۔ ڈسٹرکٹ ہیلتھ آفیسر کی جانب سے ادویات اور طبی آلات کی خریداری کے لیے خواہشمند کمپنیوں سے پیشکش طلب کی جاتی ہے۔ مجاز اتھارٹی کو کوئی بھی یا تمام ٹینڈرز بغیر وجہ بتائے مسترد کرنے کا مکمل اختیار حاصل ہوگا۔ محکمہ تعلیم کے زیر انتظام سکولوں میں فرنیچر اور دیگر سامان کی فراہمی کے لیے اشتہار ہذا کے ذریعے مہر بند ٹینڈرز طلب کیے جاتے ہیں۔ ٹینڈرز مقررہ تاریخ کو حاضر ٹھیکیداران کی موجودگی میں کھولے جائیں گے۔ (92, 547, 178, 664)
ad-header (639, 640, 722, 650)
court-notice (3, 1195, 89, 1252)
ad-header (181, 1789, 269, 1799)
newspaper-logo-icon: ج (443, 810, 452, 819)
newspaper-logo-icon: ج (352, 1215, 361, 1224)
ad-number-badge: 68 (4, 249, 14, 258)
ad-body-text: محکمہ تعمیرات عامہ ضلع مظفرآباد کی جانب سے سڑکوں کی مرمت اور پختگی کے کام کے لیے تخمینہ لاگت 2005 کے تحت منظور شدہ نرخ کے مطابق پیشکش طلب کی جاتی ہے۔ ٹینڈر جمع کروانے کی آخری تاریخ 24-09-2025 مقرر کی گئی ہے اور اسی روز کھولے جائیں گے۔ اطلاع عام کے ذریعے مطلع کیا جاتا ہے کہ سائل نے عدالت ہذا میں درخواست دائر کی ہے جس کی سماعت مقرر کی گئی ہے۔ جملہ متعلقین کو ہدایت کی جاتی ہے کہ تاریخ پیشی پر حاضر عدالت ہو کر اپنا موقف پیش کریں بصورت دیگر کارروائی یکطرفہ عمل میں لائی جائے گی۔ محکمہ برقیات کی جانب سے بجلی کی ترسیلی لائنوں کی تنصیب کے لیے مطلوبہ سامان کی فراہمی کے لیے رجسٹرڈ فرمز سے کوٹیشن طلب کی جاتی ہے۔ ٹینڈر فیس 1,500 روپے اور زر ضمانت 2 فیصد مقرر ہے۔ نامکمل یا مشروط ٹینڈر قابل قبول نہ ہوں گے۔ ڈسٹرکٹ ہیلتھ آفیسر کی جانب سے ادویات اور طبی آلات کی خریداری کے لیے خواہشمند کمپنیوں سے پیشکش طلب کی جاتی ہے۔ مجاز اتھارٹی کو کوئی بھی یا تمام ٹینڈرز بغیر وجہ بتائے مسترد کرنے کا مکمل اختیار حاصل ہوگا۔ محکمہ تعلیم کے زیر انتظام سکولوں میں فرنیچر اور دیگر سامان کی فراہمی کے لیے اشتہار ہذا کے ذریعے مہر بند ٹینڈرز طلب کیے جاتے ہیں۔ ٹینڈرز مقررہ تاریخ کو حاضر ٹھیکیداران کی موجودگی میں کھولے جائیں گے۔ آزاد حکومت ریاست جموں و کشمیر کے محکمہ جات کی جانب سے اطلاع دی جاتی ہے کہ مذکورہ کام کے لیے خواہشمند فرمز اور ٹھیکیداران سے مہر بند ٹینڈرز طلب کیے جاتے ہیں۔ ٹینڈر فارم دفتر ہذا سے مقررہ فیس ادا کر کے حاصل کیے جا سکتے ہیں اور مقررہ تاریخ تک دفتر میں جمع کروائے جائیں گے۔ (456, 377, 545, 631)
ad-header (3, 98, 89, 108)
ad-body-text: اطلاع عام کے ذریعے مطلع کیا جاتا ہے کہ سائل نے عدالت ہذا میں درخواست دائر کی ہے جس کی سماعت مقرر کی گئی ہے۔ جملہ متعلقین کو ہدایت کی جاتی ہے کہ تاریخ پیشی پر حاضر عدالت ہو کر اپنا موقف پیش کریں بصورت دیگر کارروائی یکطرفہ عمل میں لائی جائے گی۔ محکمہ برقیات کی جانب سے بجلی کی ترسیلی لائنوں کی تنصیب کے لیے مطلوبہ سامان کی فراہمی کے لیے رجسٹرڈ فرمز سے کوٹیشن طلب کی جاتی ہے۔ ٹینڈر فیس 1,500 روپے اور زر ضمانت 2 فیصد مقرر ہے۔ نامکمل یا مشروط ٹینڈر قابل قبول نہ ہوں گے۔ ڈسٹرکٹ ہیلتھ آفیسر کی جانب سے ادویات اور طبی آلات کی خریداری کے لیے خواہشمند کمپنیوں سے پیشکش طلب کی جاتی ہے۔ مجاز اتھارٹی کو کوئی بھی یا تمام ٹینڈرز بغیر وجہ بتائے مسترد کرنے کا مکمل اختیار حاصل ہوگا۔ (3, 554, 89, 684)
ad-header (181, 1228, 269, 1238)
newspaper-logo-icon: ج (717, 184, 721, 193)
ad-body-text: محکمہ تعلیم کے زیر انتظام سکولوں میں فرنیچر اور دیگر سامان کی فراہمی کے لیے اشتہار ہذا کے ذریعے مہر بند ٹینڈرز طلب کیے جاتے ہیں۔ ٹینڈرز مقررہ تاریخ کو حاضر ٹھیکیداران کی موجودگی میں کھولے جائیں گے۔ آزاد حکومت ریاست جموں و کشمیر کے محکمہ جات کی جانب سے اطلاع دی جاتی ہے کہ مذکورہ کام کے لیے خواہشمند فرمز اور ٹھیکیداران سے مہر بند ٹینڈرز طلب کیے جاتے ہیں۔ ٹینڈر فارم دفتر ہذا سے مقررہ فیس ادا کر کے حاصل کیے جا سکتے ہیں اور مقررہ تاریخ تک دفتر میں جمع کروائے جائیں گے۔ محکمہ تعمیرات عامہ ضلع مظفرآباد کی جانب سے سڑکوں کی مرمت اور پختگی کے کام کے لیے تخمینہ لاگت 2005 کے تحت منظور شدہ نرخ کے مطابق پیشکش طلب کی جاتی ہے۔ ٹینڈر جمع کروانے کی آخری تاریخ 24-09-2025 مقرر کی گئی ہے اور اسی روز کھولے جائیں گے۔ (3, 697, 89, 834)
ad-header (272, 1495, 362, 1505)
ad-title: ☆ جموں و کشمیر ٹائمز ☆ (649, 1268, 718, 1275)
ad-body-text: محکمہ برقیات کی جانب سے بجلی کی ترسیلی لائنوں کی تنصیب کے لیے مطلوبہ سامان کی فراہمی کے لیے رجسٹرڈ فرمز سے کوٹیشن طلب کی جاتی ہے۔ ٹینڈر فیس 1,500 روپے اور زر ضمانت 2 فیصد مقرر ہے۔ نامکمل یا مشروط ٹینڈر قابل قبول نہ ہوں گے۔ ڈسٹرکٹ ہیلتھ آفیسر کی جانب سے ادویات اور طبی آلات کی خریداری کے لیے خواہشمند کمپنیوں سے پیشکش طلب کی جاتی ہے۔ مجاز اتھارٹی کو کوئی بھی یا تمام ٹینڈرز بغیر وجہ بتائے مسترد کرنے کا مکمل اختیار حاصل ہوگا۔ محکمہ تعلیم کے زیر انتظام سکولوں میں فرنیچر اور دیگر سامان کی فراہمی کے لیے اشتہار ہذا کے ذریعے مہر بند ٹینڈرز طلب کیے جاتے ہیں۔ ٹینڈرز مقررہ تاریخ کو حاضر ٹھیکیداران کی موجودگی میں کھولے جائیں گے۔ (92, 834, 178, 951)
newspaper-logo-icon: ج (170, 823, 177, 832)
ad-header (639, 13, 722, 23)
newspaper-logo-icon: ج (260, 523, 269, 532)
ad-body-text: محکمہ برقیات کی جانب سے بجلی کی ترسیلی لائنوں کی تنصیب کے لیے مطلوبہ سامان کی فراہمی کے لیے رجسٹرڈ فرمز سے کوٹیشن طلب کی جاتی ہے۔ ٹینڈر فیس 1,500 روپے اور زر ضمانت 2 فیصد مقرر ہے۔ نامکمل یا مشروط ٹینڈر قابل قبول نہ ہوں گے۔ ڈسٹرکٹ ہیلتھ آفیسر کی جانب سے ادویات اور طبی آلات کی خریداری کے لیے خواہشمند کمپنیوں سے پیشکش طلب کی جاتی ہے۔ مجاز اتھارٹی کو کوئی بھی یا تمام ٹینڈرز بغیر وجہ بتائے مسترد کرنے کا مکمل اختیار حاصل ہوگا۔ محکمہ تعلیم کے زیر انتظام سکولوں میں فرنیچر اور دیگر سامان کی فراہمی کے لیے اشتہار ہذا کے ذریعے مہر بند ٹینڈرز طلب کیے جاتے ہیں۔ ٹینڈرز مقررہ تاریخ کو حاضر ٹھیکیداران کی موجودگی میں کھولے جائیں گے۔ (365, 116, 453, 233)
newspaper-logo-icon: ج (717, 497, 721, 506)
newspaper-logo-icon: ج (170, 92, 177, 101)
ad-body-text: اطلاع عام کے ذریعے مطلع کیا جاتا ہے کہ سائل نے عدالت ہذا میں درخواست دائر کی ہے جس کی سماعت مقرر کی گئی ہے۔ جملہ متعلقین کو ہدایت کی جاتی ہے کہ تاریخ پیشی پر حاضر عدالت ہو کر اپنا موقف پیش کریں بصورت دیگر کارروائی یکطرفہ عمل میں لائی جائے گی۔ محکمہ برقیات کی جانب سے بجلی کی ترسیلی لائنوں کی تنصیب کے لیے مطلوبہ سامان کی فراہمی کے لیے رجسٹرڈ فرمز سے کوٹیشن طلب کی جاتی ہے۔ ٹینڈر فیس 1,500 روپے اور زر ضمانت 2 فیصد مقرر ہے۔ نامکمل یا مشروط ٹینڈر قابل قبول نہ ہوں گے۔ ڈسٹرکٹ ہیلتھ آفیسر کی جانب سے ادویات اور طبی آلات کی خریداری کے لیے خواہشمند کمپنیوں سے پیشکش طلب کی جاتی ہے۔ مجاز اتھارٹی کو کوئی بھی یا تمام ٹینڈرز بغیر وجہ بتائے مسترد کرنے کا مکمل اختیار حاصل ہوگا۔ محکمہ تعلیم کے زیر انتظام سکولوں میں فرنیچر اور دیگر سامان کی فراہمی کے لیے اشتہار ہذا کے ذریعے مہر بند ٹینڈرز طلب کیے جاتے ہیں۔ ٹینڈرز مقررہ تاریخ کو حاضر ٹھیکیداران کی موجودگی میں کھولے جائیں گے۔ آزاد حکومت ریاست جموں و کشمیر کے محکمہ جات کی جانب سے اطلاع دی جاتی ہے کہ مذکورہ کام کے لیے خواہشمند فرمز اور ٹھیکیداران سے مہر بند ٹینڈرز طلب کیے جاتے ہیں۔ ٹینڈر فارم دفتر ہذا سے مقررہ فیس ادا کر کے حاصل کیے جا سکتے ہیں اور مقررہ تاریخ تک دفتر میں جمع کروائے جائیں گے۔ محکمہ تعمیرات عامہ ضلع مظفرآباد کی جانب سے سڑکوں کی مرمت اور پختگی کے کام کے لیے تخمینہ لاگت 2005 کے تحت منظور شدہ نرخ کے مطابق پیشکش طلب کی جاتی ہے۔ ٹینڈر جمع کروانے کی آخری تاریخ 24-09-2025 مقرر کی گئی ہے اور اسی روز کھولے جائیں گے۔ اطلاع عام کے ذریعے مطلع کیا جاتا ہے کہ سائل نے عدالت ہذا میں درخواست دائر کی ہے جس کی سماعت مقرر کی گئی ہے۔ جملہ متعلقین کو ہدایت کی جاتی ہے کہ تاریخ پیشی پر حاضر عدالت ہو کر اپنا موقف پیش کریں بصورت دیگر کارروائی یکطرفہ عمل میں لائی جائے گی۔ محکمہ برقیات کی جانب سے بجلی کی ترسیلی لائنوں کی تنصیب کے لیے مطلوبہ سامان کی فراہمی کے لیے رجسٹرڈ فرمز سے کوٹیشن طلب کی جاتی ہے۔ ٹینڈر فیس 1,500 روپے اور زر ضمانت 2 فیصد مقرر ہے۔ نامکمل یا مشروط ٹینڈر قابل قبول نہ ہوں گے۔ ڈسٹرکٹ ہیلتھ آفیسر کی جانب سے ادویات اور طبی آلات کی خریداری کے لیے خواہشمند کمپنیوں سے پیشکش طلب کی جاتی ہے۔ مجاز اتھارٹی کو کوئی بھی یا تمام ٹینڈرز بغیر وجہ بتائے مسترد کرنے کا مکمل اختیار حاصل ہوگا۔ محکمہ تعلیم کے زیر انتظام سکولوں میں فرنیچر اور دیگر سامان کی فراہمی کے لیے اشتہار ہذا کے ذریعے مہر بند ٹینڈرز طلب کیے جاتے ہیں۔ ٹینڈرز مقررہ تاریخ کو حاضر ٹھیکیداران کی موجودگی میں کھولے جائیں گے۔ آزاد حکومت ریاست جموں و کشمیر کے محکمہ جات کی جانب سے اطلاع دی جاتی ہے کہ مذکورہ کام کے لیے خواہشمند فرمز اور ٹھیکیداران سے مہر بند ٹینڈرز طلب کیے جاتے ہیں۔ ٹینڈر فارم دفتر ہذا سے مقررہ فیس ادا کر کے حاصل کیے جا سکتے ہیں اور مقررہ تاریخ تک دفتر میں جمع کروائے جائیں گے۔ محکمہ تعمیرات عامہ ضلع مظفرآباد کی جانب سے سڑکوں کی مرمت اور پختگی کے کام کے لیے تخمینہ لاگت 2005 کے تحت منظور شدہ نرخ کے مطابق پیشکش طلب کی جاتی ہے۔ ٹینڈر جمع کروانے کی آخری تاریخ 24-09-2025 مقرر کی گئی ہے اور اسی روز کھولے جائیں گے۔ (272, 1637, 362, 2132)
ad-number-badge: 48 (182, 667, 192, 676)
ad-number-badge: 10 (548, 92, 559, 101)
ad-title: ☆ جموں و کشمیر ٹائمز ☆ (375, 811, 444, 818)
ad-title: ☆ جموں و کشمیر ٹائمز ☆ (467, 902, 535, 908)
ad-header (639, 810, 722, 820)
ad-number-badge: 17 (365, 236, 375, 245)
ad-title: ☆ جموں و کشمیر ٹائمز ☆ (103, 1112, 171, 1118)
ad-header (272, 653, 362, 663)
ad-header (639, 953, 722, 963)
ad-number-badge: 50 (182, 947, 192, 957)
ad-number-badge: 72 (4, 836, 14, 846)
ad-header (456, 98, 545, 108)
ad-title: ☆ جموں و کشمیر ٹائمز ☆ (14, 393, 82, 400)
ad-header (639, 1123, 722, 1133)
ad-number-badge: 52 (182, 1228, 192, 1237)
newspaper-logo-icon: ج (260, 804, 269, 813)
ad-title: ☆ جموں و کشمیر ٹائمز ☆ (649, 811, 718, 818)
ad-number-badge: 59 (92, 249, 103, 258)
newspaper-logo-icon: ج (82, 980, 88, 989)
ad-header (92, 666, 178, 676)
ad-body-text: اطلاع عام کے ذریعے مطلع کیا جاتا ہے کہ سائل نے عدالت ہذا میں درخواست دائر کی ہے جس کی سماعت مقرر کی گئی ہے۔ جملہ متعلقین کو ہدایت کی جاتی ہے کہ تاریخ پیشی پر حاضر عدالت ہو کر اپنا موقف پیش کریں بصورت دیگر کارروائی یکطرفہ عمل میں لائی جائے گی۔ محکمہ برقیات کی جانب سے بجلی کی ترسیلی لائنوں کی تنصیب کے لیے مطلوبہ سامان کی فراہمی کے لیے رجسٹرڈ فرمز سے کوٹیشن طلب کی جاتی ہے۔ ٹینڈر فیس 1,500 روپے اور زر ضمانت 2 فیصد مقرر ہے۔ نامکمل یا مشروط ٹینڈر قابل قبول نہ ہوں گے۔ ڈسٹرکٹ ہیلتھ آفیسر کی جانب سے ادویات اور طبی آلات کی خریداری کے لیے خواہشمند کمپنیوں سے پیشکش طلب کی جاتی ہے۔ مجاز اتھارٹی کو کوئی بھی یا تمام ٹینڈرز بغیر وجہ بتائے مسترد کرنے کا مکمل اختیار حاصل ہوگا۔ (272, 808, 362, 931)
column-3 (455, 12, 546, 1667)
ad-header (639, 183, 722, 193)
ad-body-text: آزاد حکومت ریاست جموں و کشمیر کے محکمہ جات کی جانب سے اطلاع دی جاتی ہے کہ مذکورہ کام کے لیے خواہشمند فرمز اور ٹھیکیداران سے مہر بند ٹینڈرز طلب کیے جاتے ہیں۔ ٹینڈر فارم دفتر ہذا سے مقررہ فیس ادا کر کے حاصل کیے جا سکتے ہیں اور مقررہ تاریخ تک دفتر میں جمع کروائے جائیں گے۔ محکمہ تعمیرات عامہ ضلع مظفرآباد کی جانب سے سڑکوں کی مرمت اور پختگی کے کام کے لیے تخمینہ لاگت 2005 کے تحت منظور شدہ نرخ کے مطابق پیشکش طلب کی جاتی ہے۔ ٹینڈر جمع کروانے کی آخری تاریخ 24-09-2025 مقرر کی گئی ہے اور اسی روز کھولے جائیں گے۔ اطلاع عام کے ذریعے مطلع کیا جاتا ہے کہ سائل نے عدالت ہذا میں درخواست دائر کی ہے جس کی سماعت مقرر کی گئی ہے۔ جملہ متعلقین کو ہدایت کی جاتی ہے کہ تاریخ پیشی پر حاضر عدالت ہو کر اپنا موقف پیش کریں بصورت دیگر کارروائی یکطرفہ عمل میں لائی جائے گی۔ (92, 677, 178, 820)
ad-number-badge: 22 (365, 967, 375, 976)
ad-body-text: محکمہ برقیات کی جانب سے بجلی کی ترسیلی لائنوں کی تنصیب کے لیے مطلوبہ سامان کی فراہمی کے لیے رجسٹرڈ فرمز سے کوٹیشن طلب کی جاتی ہے۔ ٹینڈر فیس 1,500 روپے اور زر ضمانت 2 فیصد مقرر ہے۔ نامکمل یا مشروط ٹینڈر قابل قبول نہ ہوں گے۔ ڈسٹرکٹ ہیلتھ آفیسر کی جانب سے ادویات اور طبی آلات کی خریداری کے لیے خواہشمند کمپنیوں سے پیشکش طلب کی جاتی ہے۔ مجاز اتھارٹی کو کوئی بھی یا تمام ٹینڈرز بغیر وجہ بتائے مسترد کرنے کا مکمل اختیار حاصل ہوگا۔ محکمہ تعلیم کے زیر انتظام سکولوں میں فرنیچر اور دیگر سامان کی فراہمی کے لیے اشتہار ہذا کے ذریعے مہر بند ٹینڈرز طلب کیے جاتے ہیں۔ ٹینڈرز مقررہ تاریخ کو حاضر ٹھیکیداران کی موجودگی میں کھولے جائیں گے۔ (639, 508, 718, 638)
ad-body-text: محکمہ تعلیم کے زیر انتظام سکولوں میں فرنیچر اور دیگر سامان کی فراہمی کے لیے اشتہار ہذا کے ذریعے مہر بند ٹینڈرز طلب کیے جاتے ہیں۔ ٹینڈرز مقررہ تاریخ کو حاضر ٹھیکیداران کی موجودگی میں کھولے جائیں گے۔ آزاد حکومت ریاست جموں و کشمیر کے محکمہ جات کی جانب سے اطلاع دی جاتی ہے کہ مذکورہ کام کے لیے خواہشمند فرمز اور ٹھیکیداران سے مہر بند ٹینڈرز طلب کیے جاتے ہیں۔ ٹینڈر فارم دفتر ہذا سے مقررہ فیس ادا کر کے حاصل کیے جا سکتے ہیں اور مقررہ تاریخ تک دفتر میں جمع کروائے جائیں گے۔ محکمہ تعمیرات عامہ ضلع مظفرآباد کی جانب سے سڑکوں کی مرمت اور پختگی کے کام کے لیے تخمینہ لاگت 2005 کے تحت منظور شدہ نرخ کے مطابق پیشکش طلب کی جاتی ہے۔ ٹینڈر جمع کروانے کی آخری تاریخ 24-09-2025 مقرر کی گئی ہے اور اسی روز کھولے جائیں گے۔ (272, 665, 362, 795)
ad-body-text: آزاد حکومت ریاست جموں و کشمیر کے محکمہ جات کی جانب سے اطلاع دی جاتی ہے کہ مذکورہ کام کے لیے خواہشمند فرمز اور ٹھیکیداران سے مہر بند ٹینڈرز طلب کیے جاتے ہیں۔ ٹینڈر فارم دفتر ہذا سے مقررہ فیس ادا کر کے حاصل کیے جا سکتے ہیں اور مقررہ تاریخ تک دفتر میں جمع کروائے جائیں گے۔ محکمہ تعمیرات عامہ ضلع مظفرآباد کی جانب سے سڑکوں کی مرمت اور پختگی کے کام کے لیے تخمینہ لاگت 2005 کے تحت منظور شدہ نرخ کے مطابق پیشکش طلب کی جاتی ہے۔ ٹینڈر جمع کروانے کی آخری تاریخ 24-09-2025 مقرر کی گئی ہے اور اسی روز کھولے جائیں گے۔ اطلاع عام کے ذریعے مطلع کیا جاتا ہے کہ سائل نے عدالت ہذا میں درخواست دائر کی ہے جس کی سماعت مقرر کی گئی ہے۔ جملہ متعلقین کو ہدایت کی جاتی ہے کہ تاریخ پیشی پر حاضر عدالت ہو کر اپنا موقف پیش کریں بصورت دیگر کارروائی یکطرفہ عمل میں لائی جائے گی۔ (639, 338, 718, 494)
ad-title: ☆ جموں و کشمیر ٹائمز ☆ (375, 1099, 444, 1105)
newspaper-logo-icon: ج (82, 836, 88, 846)
ad-title: ☆ جموں و کشمیر ٹائمز ☆ (103, 250, 171, 256)
ad-body-text: ڈسٹرکٹ ہیلتھ آفیسر کی جانب سے ادویات اور طبی آلات کی خریداری کے لیے خواہشمند کمپنیوں سے پیشکش طلب کی جاتی ہے۔ مجاز اتھارٹی کو کوئی بھی یا تمام ٹینڈرز بغیر وجہ بتائے مسترد کرنے کا مکمل اختیار حاصل ہوگا۔ محکمہ تعلیم کے زیر انتظام سکولوں میں فرنیچر اور دیگر سامان کی فراہمی کے لیے اشتہار ہذا کے ذریعے مہر بند ٹینڈرز طلب کیے جاتے ہیں۔ ٹینڈرز مقررہ تاریخ کو حاضر ٹھیکیداران کی موجودگی میں کھولے جائیں گے۔ آزاد حکومت ریاست جموں و کشمیر کے محکمہ جات کی جانب سے اطلاع دی جاتی ہے کہ مذکورہ کام کے لیے خواہشمند فرمز اور ٹھیکیداران سے مہر بند ٹینڈرز طلب کیے جاتے ہیں۔ ٹینڈر فارم دفتر ہذا سے مقررہ فیس ادا کر کے حاصل کیے جا سکتے ہیں اور مقررہ تاریخ تک دفتر میں جمع کروائے جائیں گے۔ (181, 958, 269, 1082)
newspaper-logo-icon: ج (260, 1926, 269, 1935)
ad-body-text: محکمہ تعلیم کے زیر انتظام سکولوں میں فرنیچر اور دیگر سامان کی فراہمی کے لیے اشتہار ہذا کے ذریعے مہر بند ٹینڈرز طلب کیے جاتے ہیں۔ ٹینڈرز مقررہ تاریخ کو حاضر ٹھیکیداران کی موجودگی میں کھولے جائیں گے۔ آزاد حکومت ریاست جموں و کشمیر کے محکمہ جات کی جانب سے اطلاع دی جاتی ہے کہ مذکورہ کام کے لیے خواہشمند فرمز اور ٹھیکیداران سے مہر بند ٹینڈرز طلب کیے جاتے ہیں۔ ٹینڈر فارم دفتر ہذا سے مقررہ فیس ادا کر کے حاصل کیے جا سکتے ہیں اور مقررہ تاریخ تک دفتر میں جمع کروائے جائیں گے۔ محکمہ تعمیرات عامہ ضلع مظفرآباد کی جانب سے سڑکوں کی مرمت اور پختگی کے کام کے لیے تخمینہ لاگت 2005 کے تحت منظور شدہ نرخ کے مطابق پیشکش طلب کی جاتی ہے۔ ٹینڈر جمع کروانے کی آخری تاریخ 24-09-2025 مقرر کی گئی ہے اور اسی روز کھولے جائیں گے۔ (272, 1507, 362, 1637)
ad-number-badge: 44 (182, 105, 192, 114)
ad-header (365, 679, 453, 689)
ad-number-badge: 16 (365, 105, 375, 114)
ad-body-text: محکمہ برقیات کی جانب سے بجلی کی ترسیلی لائنوں کی تنصیب کے لیے مطلوبہ سامان کی فراہمی کے لیے رجسٹرڈ فرمز سے کوٹیشن طلب کی جاتی ہے۔ ٹینڈر فیس 1,500 روپے اور زر ضمانت 2 فیصد مقرر ہے۔ نامکمل یا مشروط ٹینڈر قابل قبول نہ ہوں گے۔ ڈسٹرکٹ ہیلتھ آفیسر کی جانب سے ادویات اور طبی آلات کی خریداری کے لیے خواہشمند کمپنیوں سے پیشکش طلب کی جاتی ہے۔ مجاز اتھارٹی کو کوئی بھی یا تمام ٹینڈرز بغیر وجہ بتائے مسترد کرنے کا مکمل اختیار حاصل ہوگا۔ محکمہ تعلیم کے زیر انتظام سکولوں میں فرنیچر اور دیگر سامان کی فراہمی کے لیے اشتہار ہذا کے ذریعے مہر بند ٹینڈرز طلب کیے جاتے ہیں۔ ٹینڈرز مقررہ تاریخ کو حاضر ٹھیکیداران کی موجودگی میں کھولے جائیں گے۔ (92, 259, 178, 377)
ad-number-badge: 8 (639, 1124, 649, 1133)
ad-title: ☆ جموں و کشمیر ٹائمز ☆ (192, 805, 260, 811)
ad-number-badge: 18 (365, 392, 375, 401)
ad-body-text: آزاد حکومت ریاست جموں و کشمیر کے محکمہ جات کی جانب سے اطلاع دی جاتی ہے کہ مذکورہ کام کے لیے خواہشمند فرمز اور ٹھیکیداران سے مہر بند ٹینڈرز طلب کیے جاتے ہیں۔ ٹینڈر فارم دفتر ہذا سے مقررہ فیس ادا کر کے حاصل کیے جا سکتے ہیں اور مقررہ تاریخ تک دفتر میں جمع کروائے جائیں گے۔ محکمہ تعمیرات عامہ ضلع مظفرآباد کی جانب سے سڑکوں کی مرمت اور پختگی کے کام کے لیے تخمینہ لاگت 2005 کے تحت منظور شدہ نرخ کے مطابق پیشکش طلب کی جاتی ہے۔ ٹینڈر جمع کروانے کی آخری تاریخ 24-09-2025 مقرر کی گئی ہے اور اسی روز کھولے جائیں گے۔ اطلاع عام کے ذریعے مطلع کیا جاتا ہے کہ سائل نے عدالت ہذا میں درخواست دائر کی ہے جس کی سماعت مقرر کی گئی ہے۔ جملہ متعلقین کو ہدایت کی جاتی ہے کہ تاریخ پیشی پر حاضر عدالت ہو کر اپنا موقف پیش کریں بصورت دیگر کارروائی یکطرفہ عمل میں لائی جائے گی۔ (639, 25, 718, 181)
ad-number-badge: 42 (273, 1358, 283, 1368)
newspaper-logo-icon: ج (626, 92, 635, 101)
ad-title: ☆ جموں و کشمیر ٹائمز ☆ (283, 655, 352, 661)
ad-body-text: محکمہ تعلیم کے زیر انتظام سکولوں میں فرنیچر اور دیگر سامان کی فراہمی کے لیے اشتہار ہذا کے ذریعے مہر بند ٹینڈرز طلب کیے جاتے ہیں۔ ٹینڈرز مقررہ تاریخ کو حاضر ٹھیکیداران کی موجودگی میں کھولے جائیں گے۔ آزاد حکومت ریاست جموں و کشمیر کے محکمہ جات کی جانب سے اطلاع دی جاتی ہے کہ مذکورہ کام کے لیے خواہشمند فرمز اور ٹھیکیداران سے مہر بند ٹینڈرز طلب کیے جاتے ہیں۔ ٹینڈر فارم دفتر ہذا سے مقررہ فیس ادا کر کے حاصل کیے جا سکتے ہیں اور مقررہ تاریخ تک دفتر میں جمع کروائے جائیں گے۔ محکمہ تعمیرات عامہ ضلع مظفرآباد کی جانب سے سڑکوں کی مرمت اور پختگی کے کام کے لیے تخمینہ لاگت 2005 کے تحت منظور شدہ نرخ کے مطابق پیشکش طلب کی جاتی ہے۔ ٹینڈر جمع کروانے کی آخری تاریخ 24-09-2025 مقرر کی گئی ہے اور اسی روز کھولے جائیں گے۔ (272, 103, 362, 233)
ad-title: ☆ جموں و کشمیر ٹائمز ☆ (649, 328, 718, 335)
ad-title: ☆ جموں و کشمیر ٹائمز ☆ (467, 635, 535, 641)
ad-header (272, 91, 362, 101)
ad-body-text: ڈسٹرکٹ ہیلتھ آفیسر کی جانب سے ادویات اور طبی آلات کی خریداری کے لیے خواہشمند کمپنیوں سے پیشکش طلب کی جاتی ہے۔ مجاز اتھارٹی کو کوئی بھی یا تمام ٹینڈرز بغیر وجہ بتائے مسترد کرنے کا مکمل اختیار حاصل ہوگا۔ محکمہ تعلیم کے زیر انتظام سکولوں میں فرنیچر اور دیگر سامان کی فراہمی کے لیے اشتہار ہذا کے ذریعے مہر بند ٹینڈرز طلب کیے جاتے ہیں۔ ٹینڈرز مقررہ تاریخ کو حاضر ٹھیکیداران کی موجودگی میں کھولے جائیں گے۔ (92, 12, 178, 90)
ad-body-text: اطلاع عام کے ذریعے مطلع کیا جاتا ہے کہ سائل نے عدالت ہذا میں درخواست دائر کی ہے جس کی سماعت مقرر کی گئی ہے۔ جملہ متعلقین کو ہدایت کی جاتی ہے کہ تاریخ پیشی پر حاضر عدالت ہو کر اپنا موقف پیش کریں بصورت دیگر کارروائی یکطرفہ عمل میں لائی جائے گی۔ محکمہ برقیات کی جانب سے بجلی کی ترسیلی لائنوں کی تنصیب کے لیے مطلوبہ سامان کی فراہمی کے لیے رجسٹرڈ فرمز سے کوٹیشن طلب کی جاتی ہے۔ ٹینڈر فیس 1,500 روپے اور زر ضمانت 2 فیصد مقرر ہے۔ نامکمل یا مشروط ٹینڈر قابل قبول نہ ہوں گے۔ ڈسٹرکٹ ہیلتھ آفیسر کی جانب سے ادویات اور طبی آلات کی خریداری کے لیے خواہشمند کمپنیوں سے پیشکش طلب کی جاتی ہے۔ مجاز اتھارٹی کو کوئی بھی یا تمام ٹینڈرز بغیر وجہ بتائے مسترد کرنے کا مکمل اختیار حاصل ہوگا۔ (272, 527, 362, 651)
ad-body-text: آزاد حکومت ریاست جموں و کشمیر کے محکمہ جات کی جانب سے اطلاع دی جاتی ہے کہ مذکورہ کام کے لیے خواہشمند فرمز اور ٹھیکیداران سے مہر بند ٹینڈرز طلب کیے جاتے ہیں۔ ٹینڈر فارم دفتر ہذا سے مقررہ فیس ادا کر کے حاصل کیے جا سکتے ہیں اور مقررہ تاریخ تک دفتر میں جمع کروائے جائیں گے۔ محکمہ تعمیرات عامہ ضلع مظفرآباد کی جانب سے سڑکوں کی مرمت اور پختگی کے کام کے لیے تخمینہ لاگت 2005 کے تحت منظور شدہ نرخ کے مطابق پیشکش طلب کی جاتی ہے۔ ٹینڈر جمع کروانے کی آخری تاریخ 24-09-2025 مقرر کی گئی ہے اور اسی روز کھولے جائیں گے۔ اطلاع عام کے ذریعے مطلع کیا جاتا ہے کہ سائل نے عدالت ہذا میں درخواست دائر کی ہے جس کی سماعت مقرر کی گئی ہے۔ جملہ متعلقین کو ہدایت کی جاتی ہے کہ تاریخ پیشی پر حاضر عدالت ہو کر اپنا موقف پیش کریں بصورت دیگر کارروائی یکطرفہ عمل میں لائی جائے گی۔ (92, 965, 178, 1108)
column-2 (547, 12, 637, 1189)
ad-body-text: محکمہ تعمیرات عامہ ضلع مظفرآباد کی جانب سے سڑکوں کی مرمت اور پختگی کے کام کے لیے تخمینہ لاگت 2005 کے تحت منظور شدہ نرخ کے مطابق پیشکش طلب کی جاتی ہے۔ ٹینڈر جمع کروانے کی آخری تاریخ 24-09-2025 مقرر کی گئی ہے اور اسی روز کھولے جائیں گے۔ اطلاع عام کے ذریعے مطلع کیا جاتا ہے کہ سائل نے عدالت ہذا میں درخواست دائر کی ہے جس کی سماعت مقرر کی گئی ہے۔ جملہ متعلقین کو ہدایت کی جاتی ہے کہ تاریخ پیشی پر حاضر عدالت ہو کر اپنا موقف پیش کریں بصورت دیگر کارروائی یکطرفہ عمل میں لائی جائے گی۔ محکمہ برقیات کی جانب سے بجلی کی ترسیلی لائنوں کی تنصیب کے لیے مطلوبہ سامان کی فراہمی کے لیے رجسٹرڈ فرمز سے کوٹیشن طلب کی جاتی ہے۔ ٹینڈر فیس 1,500 روپے اور زر ضمانت 2 فیصد مقرر ہے۔ نامکمل یا مشروط ٹینڈر قابل قبول نہ ہوں گے۔ (181, 1657, 269, 1787)
ad-number-badge: 49 (182, 804, 192, 813)
ad-body-text: محکمہ تعلیم کے زیر انتظام سکولوں میں فرنیچر اور دیگر سامان کی فراہمی کے لیے اشتہار ہذا کے ذریعے مہر بند ٹینڈرز طلب کیے جاتے ہیں۔ ٹینڈرز مقررہ تاریخ کو حاضر ٹھیکیداران کی موجودگی میں کھولے جائیں گے۔ آزاد حکومت ریاست جموں و کشمیر کے محکمہ جات کی جانب سے اطلاع دی جاتی ہے کہ مذکورہ کام کے لیے خواہشمند فرمز اور ٹھیکیداران سے مہر بند ٹینڈرز طلب کیے جاتے ہیں۔ ٹینڈر فارم دفتر ہذا سے مقررہ فیس ادا کر کے حاصل کیے جا سکتے ہیں اور مقررہ تاریخ تک دفتر میں جمع کروائے جائیں گے۔ (456, 12, 545, 96)
ad-body-text: اطلاع عام کے ذریعے مطلع کیا جاتا ہے کہ سائل نے عدالت ہذا میں درخواست دائر کی ہے جس کی سماعت مقرر کی گئی ہے۔ جملہ متعلقین کو ہدایت کی جاتی ہے کہ تاریخ پیشی پر حاضر عدالت ہو کر اپنا موقف پیش کریں بصورت دیگر کارروائی یکطرفہ عمل میں لائی جائے گی۔ محکمہ برقیات کی جانب سے بجلی کی ترسیلی لائنوں کی تنصیب کے لیے مطلوبہ سامان کی فراہمی کے لیے رجسٹرڈ فرمز سے کوٹیشن طلب کی جاتی ہے۔ ٹینڈر فیس 1,500 روپے اور زر ضمانت 2 فیصد مقرر ہے۔ نامکمل یا مشروط ٹینڈر قابل قبول نہ ہوں گے۔ ڈسٹرکٹ ہیلتھ آفیسر کی جانب سے ادویات اور طبی آلات کی خریداری کے لیے خواہشمند کمپنیوں سے پیشکش طلب کی جاتی ہے۔ مجاز اتھارٹی کو کوئی بھی یا تمام ٹینڈرز بغیر وجہ بتائے مسترد کرنے کا مکمل اختیار حاصل ہوگا۔ (272, 1089, 362, 1212)
ad-header (181, 1508, 269, 1518)
ad-header (3, 392, 89, 402)
ad-number-badge: 57 (182, 1926, 192, 1935)
ad-header (365, 105, 453, 115)
ad-header (181, 1084, 269, 1094)
newspaper-logo-icon: ج (260, 1228, 269, 1237)
newspaper-logo-icon: ج (352, 236, 361, 245)
ad-number-badge: 25 (273, 236, 283, 245)
newspaper-logo-icon: ج (535, 99, 544, 108)
ad-number-badge: 47 (182, 523, 192, 532)
ad-body-text: ڈسٹرکٹ ہیلتھ آفیسر کی جانب سے ادویات اور طبی آلات کی خریداری کے لیے خواہشمند کمپنیوں سے پیشکش طلب کی جاتی ہے۔ مجاز اتھارٹی کو کوئی بھی یا تمام ٹینڈرز بغیر وجہ بتائے مسترد کرنے کا مکمل اختیار حاصل ہوگا۔ محکمہ تعلیم کے زیر انتظام سکولوں میں فرنیچر اور دیگر سامان کی فراہمی کے لیے اشتہار ہذا کے ذریعے مہر بند ٹینڈرز طلب کیے جاتے ہیں۔ ٹینڈرز مقررہ تاریخ کو حاضر ٹھیکیداران کی موجودگی میں کھولے جائیں گے۔ آزاد حکومت ریاست جموں و کشمیر کے محکمہ جات کی جانب سے اطلاع دی جاتی ہے کہ مذکورہ کام کے لیے خواہشمند فرمز اور ٹھیکیداران سے مہر بند ٹینڈرز طلب کیے جاتے ہیں۔ ٹینڈر فارم دفتر ہذا سے مقررہ فیس ادا کر کے حاصل کیے جا سکتے ہیں اور مقررہ تاریخ تک دفتر میں جمع کروائے جائیں گے۔ (181, 1239, 269, 1363)
ad-number-badge: 12 (457, 99, 467, 108)
column-1 (638, 12, 722, 2008)
ad-title: ☆ جموں و کشمیر ٹائمز ☆ (103, 381, 171, 387)
ad-title: ☆ جموں و کشمیر ٹائمز ☆ (283, 1360, 352, 1366)
newspaper-logo-icon: ج (443, 105, 452, 114)
newspaper-logo-icon: ج (352, 934, 361, 943)
ad-header (92, 1110, 178, 1120)
newspaper-logo-icon: ج (535, 633, 544, 642)
ad-number-badge: 11 (548, 359, 559, 368)
newspaper-logo-icon: ج (717, 14, 721, 23)
ad-title: ☆ جموں و کشمیر ٹائمز ☆ (14, 688, 82, 694)
ad-number-badge: 7 (639, 954, 649, 963)
ad-number-badge: 13 (457, 366, 467, 375)
ad-title: ☆ جموں و کشمیر ٹائمز ☆ (649, 1125, 718, 1131)
ad-body-text: آزاد حکومت ریاست جموں و کشمیر کے محکمہ جات کی جانب سے اطلاع دی جاتی ہے کہ مذکورہ کام کے لیے خواہشمند فرمز اور ٹھیکیداران سے مہر بند ٹینڈرز طلب کیے جاتے ہیں۔ ٹینڈر فارم دفتر ہذا سے مقررہ فیس ادا کر کے حاصل کیے جا سکتے ہیں اور مقررہ تاریخ تک دفتر میں جمع کروائے جائیں گے۔ محکمہ تعمیرات عامہ ضلع مظفرآباد کی جانب سے سڑکوں کی مرمت اور پختگی کے کام کے لیے تخمینہ لاگت 2005 کے تحت منظور شدہ نرخ کے مطابق پیشکش طلب کی جاتی ہے۔ ٹینڈر جمع کروانے کی آخری تاریخ 24-09-2025 مقرر کی گئی ہے اور اسی روز کھولے جائیں گے۔ اطلاع عام کے ذریعے مطلع کیا جاتا ہے کہ سائل نے عدالت ہذا میں درخواست دائر کی ہے جس کی سماعت مقرر کی گئی ہے۔ جملہ متعلقین کو ہدایت کی جاتی ہے کہ تاریخ پیشی پر حاضر عدالت ہو کر اپنا موقف پیش کریں بصورت دیگر کارروائی یکطرفہ عمل میں لائی جائے گی۔ (92, 390, 178, 533)
newspaper-logo-icon: ج (260, 1646, 269, 1655)
ad-body-text: محکمہ تعلیم کے زیر انتظام سکولوں میں فرنیچر اور دیگر سامان کی فراہمی کے لیے اشتہار ہذا کے ذریعے مہر بند ٹینڈرز طلب کیے جاتے ہیں۔ ٹینڈرز مقررہ تاریخ کو حاضر ٹھیکیداران کی موجودگی میں کھولے جائیں گے۔ آزاد حکومت ریاست جموں و کشمیر کے محکمہ جات کی جانب سے اطلاع دی جاتی ہے کہ مذکورہ کام کے لیے خواہشمند فرمز اور ٹھیکیداران سے مہر بند ٹینڈرز طلب کیے جاتے ہیں۔ ٹینڈر فارم دفتر ہذا سے مقررہ فیس ادا کر کے حاصل کیے جا سکتے ہیں اور مقررہ تاریخ تک دفتر میں جمع کروائے جائیں گے۔ محکمہ تعمیرات عامہ ضلع مظفرآباد کی جانب سے سڑکوں کی مرمت اور پختگی کے کام کے لیے تخمینہ لاگت 2005 کے تحت منظور شدہ نرخ کے مطابق پیشکش طلب کی جاتی ہے۔ ٹینڈر جمع کروانے کی آخری تاریخ 24-09-2025 مقرر کی گئی ہے اور اسی روز کھولے جائیں گے۔ (3, 991, 89, 1127)
ad-header (92, 823, 178, 833)
ad-header (92, 379, 178, 389)
ad-title: ☆ جموں و کشمیر ٹائمز ☆ (375, 968, 444, 975)
ad-title: ☆ جموں و کشمیر ٹائمز ☆ (192, 1928, 260, 1934)
ad-title: ☆ جموں و کشمیر ٹائمز ☆ (192, 524, 260, 531)
ad-number-badge: 30 (273, 934, 283, 943)
ad-header (272, 1358, 362, 1368)
ad-title: ☆ جموں و کشمیر ٹائمز ☆ (375, 681, 444, 688)
newspaper-logo-icon: ج (443, 392, 452, 401)
ad-title: ☆ جموں و کشمیر ٹائمز ☆ (649, 955, 718, 961)
ad-header (92, 535, 178, 546)
ad-title: ☆ جموں و کشمیر ٹائمز ☆ (103, 538, 171, 544)
ad-body-text: محکمہ تعمیرات عامہ ضلع مظفرآباد کی جانب سے سڑکوں کی مرمت اور پختگی کے کام کے لیے تخمینہ لاگت 2005 کے تحت منظور شدہ نرخ کے مطابق پیشکش طلب کی جاتی ہے۔ ٹینڈر جمع کروانے کی آخری تاریخ 24-09-2025 مقرر کی گئی ہے اور اسی روز کھولے جائیں گے۔ اطلاع عام کے ذریعے مطلع کیا جاتا ہے کہ سائل نے عدالت ہذا میں درخواست دائر کی ہے جس کی سماعت مقرر کی گئی ہے۔ جملہ متعلقین کو ہدایت کی جاتی ہے کہ تاریخ پیشی پر حاضر عدالت ہو کر اپنا موقف پیش کریں بصورت دیگر کارروائی یکطرفہ عمل میں لائی جائے گی۔ محکمہ برقیات کی جانب سے بجلی کی ترسیلی لائنوں کی تنصیب کے لیے مطلوبہ سامان کی فراہمی کے لیے رجسٹرڈ فرمز سے کوٹیشن طلب کی جاتی ہے۔ ٹینڈر فیس 1,500 روپے اور زر ضمانت 2 فیصد مقرر ہے۔ نامکمل یا مشروط ٹینڈر قابل قبول نہ ہوں گے۔ ڈسٹرکٹ ہیلتھ آفیسر کی جانب سے ادویات اور طبی آلات کی خریداری کے لیے خواہشمند کمپنیوں سے پیشکش طلب کی جاتی ہے۔ مجاز اتھارٹی کو کوئی بھی یا تمام ٹینڈرز بغیر وجہ بتائے مسترد کرنے کا مکمل اختیار حاصل ہوگا۔ محکمہ تعلیم کے زیر انتظام سکولوں میں فرنیچر اور دیگر سامان کی فراہمی کے لیے اشتہار ہذا کے ذریعے مہر بند ٹینڈرز طلب کیے جاتے ہیں۔ ٹینڈرز مقررہ تاریخ کو حاضر ٹھیکیداران کی موجودگی میں کھولے جائیں گے۔ آزاد حکومت ریاست جموں و کشمیر کے محکمہ جات کی جانب سے اطلاع دی جاتی ہے کہ مذکورہ کام کے لیے خواہشمند فرمز اور ٹھیکیداران سے مہر بند ٹینڈرز طلب کیے جاتے ہیں۔ ٹینڈر فارم دفتر ہذا سے مقررہ فیس ادا کر کے حاصل کیے جا سکتے ہیں اور مقررہ تاریخ تک دفتر میں جمع کروائے جائیں گے۔ (456, 912, 545, 1166)
newspaper-page (2, 12, 722, 2575)
newspaper-logo-icon: ج (260, 242, 269, 251)
ad-body-text: آزاد حکومت ریاست جموں و کشمیر کے محکمہ جات کی جانب سے اطلاع دی جاتی ہے کہ مذکورہ کام کے لیے خواہشمند فرمز اور ٹھیکیداران سے مہر بند ٹینڈرز طلب کیے جاتے ہیں۔ ٹینڈر فارم دفتر ہذا سے مقررہ فیس ادا کر کے حاصل کیے جا سکتے ہیں اور مقررہ تاریخ تک دفتر میں جمع کروائے جائیں گے۔ محکمہ تعمیرات عامہ ضلع مظفرآباد کی جانب سے سڑکوں کی مرمت اور پختگی کے کام کے لیے تخمینہ لاگت 2005 کے تحت منظور شدہ نرخ کے مطابق پیشکش طلب کی جاتی ہے۔ ٹینڈر جمع کروانے کی آخری تاریخ 24-09-2025 مقرر کی گئی ہے اور اسی روز کھولے جائیں گے۔ اطلاع عام کے ذریعے مطلع کیا جاتا ہے کہ سائل نے عدالت ہذا میں درخواست دائر کی ہے جس کی سماعت مقرر کی گئی ہے۔ جملہ متعلقین کو ہدایت کی جاتی ہے کہ تاریخ پیشی پر حاضر عدالت ہو کر اپنا موقف پیش کریں بصورت دیگر کارروائی یکطرفہ عمل میں لائی جائے گی۔ (92, 103, 178, 246)
ad-number-badge: 15 (457, 900, 467, 910)
ad-number-badge: 20 (365, 679, 375, 689)
ad-title: ☆ جموں و کشمیر ٹائمز ☆ (283, 1497, 352, 1504)
ad-body-text: ڈسٹرکٹ ہیلتھ آفیسر کی جانب سے ادویات اور طبی آلات کی خریداری کے لیے خواہشمند کمپنیوں سے پیشکش طلب کی جاتی ہے۔ مجاز اتھارٹی کو کوئی بھی یا تمام ٹینڈرز بغیر وجہ بتائے مسترد کرنے کا مکمل اختیار حاصل ہوگا۔ محکمہ تعلیم کے زیر انتظام سکولوں میں فرنیچر اور دیگر سامان کی فراہمی کے لیے اشتہار ہذا کے ذریعے مہر بند ٹینڈرز طلب کیے جاتے ہیں۔ ٹینڈرز مقررہ تاریخ کو حاضر ٹھیکیداران کی موجودگی میں کھولے جائیں گے۔ آزاد حکومت ریاست جموں و کشمیر کے محکمہ جات کی جانب سے اطلاع دی جاتی ہے کہ مذکورہ کام کے لیے خواہشمند فرمز اور ٹھیکیداران سے مہر بند ٹینڈرز طلب کیے جاتے ہیں۔ ٹینڈر فارم دفتر ہذا سے مقررہ فیس ادا کر کے حاصل کیے جا سکتے ہیں اور مقررہ تاریخ تک دفتر میں جمع کروائے جائیں گے۔ (181, 1800, 269, 1924)
ad-header (272, 235, 362, 246)
ad-body-text: محکمہ تعلیم کے زیر انتظام سکولوں میں فرنیچر اور دیگر سامان کی فراہمی کے لیے اشتہار ہذا کے ذریعے مہر بند ٹینڈرز طلب کیے جاتے ہیں۔ ٹینڈرز مقررہ تاریخ کو حاضر ٹھیکیداران کی موجودگی میں کھولے جائیں گے۔ آزاد حکومت ریاست جموں و کشمیر کے محکمہ جات کی جانب سے اطلاع دی جاتی ہے کہ مذکورہ کام کے لیے خواہشمند فرمز اور ٹھیکیداران سے مہر بند ٹینڈرز طلب کیے جاتے ہیں۔ ٹینڈر فارم دفتر ہذا سے مقررہ فیس ادا کر کے حاصل کیے جا سکتے ہیں اور مقررہ تاریخ تک دفتر میں جمع کروائے جائیں گے۔ محکمہ تعمیرات عامہ ضلع مظفرآباد کی جانب سے سڑکوں کی مرمت اور پختگی کے کام کے لیے تخمینہ لاگت 2005 کے تحت منظور شدہ نرخ کے مطابق پیشکش طلب کی جاتی ہے۔ ٹینڈر جمع کروانے کی آخری تاریخ 24-09-2025 مقرر کی گئی ہے اور اسی روز کھولے جائیں گے۔ (272, 1226, 362, 1356)
column-divider (270, 12, 271, 1189)
ad-number-badge: 23 (365, 1097, 375, 1107)
ad-title: ☆ جموں و کشمیر ٹائمز ☆ (14, 981, 82, 987)
ad-header (272, 934, 362, 944)
ad-number-badge: 46 (182, 386, 192, 395)
ad-title: ☆ جموں و کشمیر ٹائمز ☆ (14, 837, 82, 844)
ad-body-text: محکمہ برقیات کی جانب سے بجلی کی ترسیلی لائنوں کی تنصیب کے لیے مطلوبہ سامان کی فراہمی کے لیے رجسٹرڈ فرمز سے کوٹیشن طلب کی جاتی ہے۔ ٹینڈر فیس 1,500 روپے اور زر ضمانت 2 فیصد مقرر ہے۔ نامکمل یا مشروط ٹینڈر قابل قبول نہ ہوں گے۔ ڈسٹرکٹ ہیلتھ آفیسر کی جانب سے ادویات اور طبی آلات کی خریداری کے لیے خواہشمند کمپنیوں سے پیشکش طلب کی جاتی ہے۔ مجاز اتھارٹی کو کوئی بھی یا تمام ٹینڈرز بغیر وجہ بتائے مسترد کرنے کا مکمل اختیار حاصل ہوگا۔ محکمہ تعلیم کے زیر انتظام سکولوں میں فرنیچر اور دیگر سامان کی فراہمی کے لیے اشتہار ہذا کے ذریعے مہر بند ٹینڈرز طلب کیے جاتے ہیں۔ ٹینڈرز مقررہ تاریخ کو حاضر ٹھیکیداران کی موجودگی میں کھولے جائیں گے۔ (639, 821, 718, 951)
ad-body-text: محکمہ برقیات کی جانب سے بجلی کی ترسیلی لائنوں کی تنصیب کے لیے مطلوبہ سامان کی فراہمی کے لیے رجسٹرڈ فرمز سے کوٹیشن طلب کی جاتی ہے۔ ٹینڈر فیس 1,500 روپے اور زر ضمانت 2 فیصد مقرر ہے۔ نامکمل یا مشروط ٹینڈر قابل قبول نہ ہوں گے۔ ڈسٹرکٹ ہیلتھ آفیسر کی جانب سے ادویات اور طبی آلات کی خریداری کے لیے خواہشمند کمپنیوں سے پیشکش طلب کی جاتی ہے۔ مجاز اتھارٹی کو کوئی بھی یا تمام ٹینڈرز بغیر وجہ بتائے مسترد کرنے کا مکمل اختیار حاصل ہوگا۔ محکمہ تعلیم کے زیر انتظام سکولوں میں فرنیچر اور دیگر سامان کی فراہمی کے لیے اشتہار ہذا کے ذریعے مہر بند ٹینڈرز طلب کیے جاتے ہیں۔ ٹینڈرز مقررہ تاریخ کو حاضر ٹھیکیداران کی موجودگی میں کھولے جائیں گے۔ (365, 691, 453, 808)
ad-body-text: محکمہ تعلیم کے زیر انتظام سکولوں میں فرنیچر اور دیگر سامان کی فراہمی کے لیے اشتہار ہذا کے ذریعے مہر بند ٹینڈرز طلب کیے جاتے ہیں۔ ٹینڈرز مقررہ تاریخ کو حاضر ٹھیکیداران کی موجودگی میں کھولے جائیں گے۔ آزاد حکومت ریاست جموں و کشمیر کے محکمہ جات کی جانب سے اطلاع دی جاتی ہے کہ مذکورہ کام کے لیے خواہشمند فرمز اور ٹھیکیداران سے مہر بند ٹینڈرز طلب کیے جاتے ہیں۔ ٹینڈر فارم دفتر ہذا سے مقررہ فیس ادا کر کے حاصل کیے جا سکتے ہیں اور مقررہ تاریخ تک دفتر میں جمع کروائے جائیں گے۔ محکمہ تعمیرات عامہ ضلع مظفرآباد کی جانب سے سڑکوں کی مرمت اور پختگی کے کام کے لیے تخمینہ لاگت 2005 کے تحت منظور شدہ نرخ کے مطابق پیشکش طلب کی جاتی ہے۔ ٹینڈر جمع کروانے کی آخری تاریخ 24-09-2025 مقرر کی گئی ہے اور اسی روز کھولے جائیں گے۔ (272, 945, 362, 1076)
newspaper-logo-icon: ج (443, 679, 452, 689)
ad-body-text: آزاد حکومت ریاست جموں و کشمیر کے محکمہ جات کی جانب سے اطلاع دی جاتی ہے کہ مذکورہ کام کے لیے خواہشمند فرمز اور ٹھیکیداران سے مہر بند ٹینڈرز طلب کیے جاتے ہیں۔ ٹینڈر فارم دفتر ہذا سے مقررہ فیس ادا کر کے حاصل کیے جا سکتے ہیں اور مقررہ تاریخ تک دفتر میں جمع کروائے جائیں گے۔ محکمہ تعمیرات عامہ ضلع مظفرآباد کی جانب سے سڑکوں کی مرمت اور پختگی کے کام کے لیے تخمینہ لاگت 2005 کے تحت منظور شدہ نرخ کے مطابق پیشکش طلب کی جاتی ہے۔ ٹینڈر جمع کروانے کی آخری تاریخ 24-09-2025 مقرر کی گئی ہے اور اسی روز کھولے جائیں گے۔ اطلاع عام کے ذریعے مطلع کیا جاتا ہے کہ سائل نے عدالت ہذا میں درخواست دائر کی ہے جس کی سماعت مقرر کی گئی ہے۔ جملہ متعلقین کو ہدایت کی جاتی ہے کہ تاریخ پیشی پر حاضر عدالت ہو کر اپنا موقف پیش کریں بصورت دیگر کارروائی یکطرفہ عمل میں لائی جائے گی۔ (365, 534, 453, 677)
court-notice-heading: بعدالت جناب سول جج مظفرآباد (6, 1197, 86, 1203)
ad-body-text: محکمہ تعمیرات عامہ ضلع مظفرآباد کی جانب سے سڑکوں کی مرمت اور پختگی کے کام کے لیے تخمینہ لاگت 2005 کے تحت منظور شدہ نرخ کے مطابق پیشکش طلب کی جاتی ہے۔ ٹینڈر جمع کروانے کی آخری تاریخ 24-09-2025 مقرر کی گئی ہے اور اسی روز کھولے جائیں گے۔ اطلاع عام کے ذریعے مطلع کیا جاتا ہے کہ سائل نے عدالت ہذا میں درخواست دائر کی ہے جس کی سماعت مقرر کی گئی ہے۔ جملہ متعلقین کو ہدایت کی جاتی ہے کہ تاریخ پیشی پر حاضر عدالت ہو کر اپنا موقف پیش کریں بصورت دیگر کارروائی یکطرفہ عمل میں لائی جائے گی۔ محکمہ برقیات کی جانب سے بجلی کی ترسیلی لائنوں کی تنصیب کے لیے مطلوبہ سامان کی فراہمی کے لیے رجسٹرڈ فرمز سے کوٹیشن طلب کی جاتی ہے۔ ٹینڈر فیس 1,500 روپے اور زر ضمانت 2 فیصد مقرر ہے۔ نامکمل یا مشروط ٹینڈر قابل قبول نہ ہوں گے۔ ڈسٹرکٹ ہیلتھ آفیسر کی جانب سے ادویات اور طبی آلات کی خریداری کے لیے خواہشمند کمپنیوں سے پیشکش طلب کی جاتی ہے۔ مجاز اتھارٹی کو کوئی بھی یا تمام ٹینڈرز بغیر وجہ بتائے مسترد کرنے کا مکمل اختیار حاصل ہوگا۔ محکمہ تعلیم کے زیر انتظام سکولوں میں فرنیچر اور دیگر سامان کی فراہمی کے لیے اشتہار ہذا کے ذریعے مہر بند ٹینڈرز طلب کیے جاتے ہیں۔ ٹینڈرز مقررہ تاریخ کو حاضر ٹھیکیداران کی موجودگی میں کھولے جائیں گے۔ آزاد حکومت ریاست جموں و کشمیر کے محکمہ جات کی جانب سے اطلاع دی جاتی ہے کہ مذکورہ کام کے لیے خواہشمند فرمز اور ٹھیکیداران سے مہر بند ٹینڈرز طلب کیے جاتے ہیں۔ ٹینڈر فارم دفتر ہذا سے مقررہ فیس ادا کر کے حاصل کیے جا سکتے ہیں اور مقررہ تاریخ تک دفتر میں جمع کروائے جائیں گے۔ (456, 109, 545, 364)
ad-header (548, 91, 635, 101)
newspaper-logo-icon: ج (170, 1110, 177, 1119)
ad-title: ☆ جموں و کشمیر ٹائمز ☆ (283, 237, 352, 243)
newspaper-logo-icon: ج (260, 105, 269, 114)
ad-body-text: ڈسٹرکٹ ہیلتھ آفیسر کی جانب سے ادویات اور طبی آلات کی خریداری کے لیے خواہشمند کمپنیوں سے پیشکش طلب کی جاتی ہے۔ مجاز اتھارٹی کو کوئی بھی یا تمام ٹینڈرز بغیر وجہ بتائے مسترد کرنے کا مکمل اختیار حاصل ہوگا۔ محکمہ تعلیم کے زیر انتظام سکولوں میں فرنیچر اور دیگر سامان کی فراہمی کے لیے اشتہار ہذا کے ذریعے مہر بند ٹینڈرز طلب کیے جاتے ہیں۔ ٹینڈرز مقررہ تاریخ کو حاضر ٹھیکیداران کی موجودگی میں کھولے جائیں گے۔ آزاد حکومت ریاست جموں و کشمیر کے محکمہ جات کی جانب سے اطلاع دی جاتی ہے کہ مذکورہ کام کے لیے خواہشمند فرمز اور ٹھیکیداران سے مہر بند ٹینڈرز طلب کیے جاتے ہیں۔ ٹینڈر فارم دفتر ہذا سے مقررہ فیس ادا کر کے حاصل کیے جا سکتے ہیں اور مقررہ تاریخ تک دفتر میں جمع کروائے جائیں گے۔ محکمہ تعمیرات عامہ ضلع مظفرآباد کی جانب سے سڑکوں کی مرمت اور پختگی کے کام کے لیے تخمینہ لاگت 2005 کے تحت منظور شدہ نرخ کے مطابق پیشکش طلب کی جاتی ہے۔ ٹینڈر جمع کروانے کی آخری تاریخ 24-09-2025 مقرر کی گئی ہے اور اسی روز کھولے جائیں گے۔ اطلاع عام کے ذریعے مطلع کیا جاتا ہے کہ سائل نے عدالت ہذا میں درخواست دائر کی ہے جس کی سماعت مقرر کی گئی ہے۔ جملہ متعلقین کو ہدایت کی جاتی ہے کہ تاریخ پیشی پر حاضر عدالت ہو کر اپنا موقف پیش کریں بصورت دیگر کارروائی یکطرفہ عمل میں لائی جائے گی۔ محکمہ برقیات کی جانب سے بجلی کی ترسیلی لائنوں کی تنصیب کے لیے مطلوبہ سامان کی فراہمی کے لیے رجسٹرڈ فرمز سے کوٹیشن طلب کی جاتی ہے۔ ٹینڈر فیس 1,500 روپے اور زر ضمانت 2 فیصد مقرر ہے۔ نامکمل یا مشروط ٹینڈر قابل قبول نہ ہوں گے۔ ڈسٹرکٹ ہیلتھ آفیسر کی جانب سے ادویات اور طبی آلات کی خریداری کے لیے خواہشمند کمپنیوں سے پیشکش طلب کی جاتی ہے۔ مجاز اتھارٹی کو کوئی بھی یا تمام ٹینڈرز بغیر وجہ بتائے مسترد کرنے کا مکمل اختیار حاصل ہوگا۔ محکمہ تعلیم کے زیر انتظام سکولوں میں فرنیچر اور دیگر سامان کی فراہمی کے لیے اشتہار ہذا کے ذریعے مہر بند ٹینڈرز طلب کیے جاتے ہیں۔ ٹینڈرز مقررہ تاریخ کو حاضر ٹھیکیداران کی موجودگی میں کھولے جائیں گے۔ آزاد حکومت ریاست جموں و کشمیر کے محکمہ جات کی جانب سے اطلاع دی جاتی ہے کہ مذکورہ کام کے لیے خواہشمند فرمز اور ٹھیکیداران سے مہر بند ٹینڈرز طلب کیے جاتے ہیں۔ ٹینڈر فارم دفتر ہذا سے مقررہ فیس ادا کر کے حاصل کیے جا سکتے ہیں اور مقررہ تاریخ تک دفتر میں جمع کروائے جائیں گے۔ محکمہ تعمیرات عامہ ضلع مظفرآباد کی جانب سے سڑکوں کی مرمت اور پختگی کے کام کے لیے تخمینہ لاگت 2005 کے تحت منظور شدہ نرخ کے مطابق پیشکش طلب کی جاتی ہے۔ ٹینڈر جمع کروانے کی آخری تاریخ 24-09-2025 مقرر کی گئی ہے اور اسی روز کھولے جائیں گے۔ اطلاع عام کے ذریعے مطلع کیا جاتا ہے کہ سائل نے عدالت ہذا میں درخواست دائر کی ہے جس کی سماعت مقرر کی گئی ہے۔ جملہ متعلقین کو ہدایت کی جاتی ہے کہ تاریخ پیشی پر حاضر عدالت ہو کر اپنا موقف پیش کریں بصورت دیگر کارروائی یکطرفہ عمل میں لائی جائے گی۔ محکمہ برقیات کی جانب سے بجلی کی ترسیلی لائنوں کی تنصیب کے لیے مطلوبہ سامان کی فراہمی کے لیے رجسٹرڈ فرمز سے کوٹیشن طلب کی جاتی ہے۔ ٹینڈر فیس 1,500 روپے اور زر ضمانت 2 فیصد مقرر ہے۔ نامکمل یا مشروط ٹینڈر قابل قبول نہ ہوں گے۔ (181, 2068, 269, 2575)
ad-number-badge: 1 (639, 14, 649, 23)
ad-header (639, 1267, 722, 1277)
ad-body-text: محکمہ تعمیرات عامہ ضلع مظفرآباد کی جانب سے سڑکوں کی مرمت اور پختگی کے کام کے لیے تخمینہ لاگت 2005 کے تحت منظور شدہ نرخ کے مطابق پیشکش طلب کی جاتی ہے۔ ٹینڈر جمع کروانے کی آخری تاریخ 24-09-2025 مقرر کی گئی ہے اور اسی روز کھولے جائیں گے۔ اطلاع عام کے ذریعے مطلع کیا جاتا ہے کہ سائل نے عدالت ہذا میں درخواست دائر کی ہے جس کی سماعت مقرر کی گئی ہے۔ جملہ متعلقین کو ہدایت کی جاتی ہے کہ تاریخ پیشی پر حاضر عدالت ہو کر اپنا موقف پیش کریں بصورت دیگر کارروائی یکطرفہ عمل میں لائی جائے گی۔ محکمہ برقیات کی جانب سے بجلی کی ترسیلی لائنوں کی تنصیب کے لیے مطلوبہ سامان کی فراہمی کے لیے رجسٹرڈ فرمز سے کوٹیشن طلب کی جاتی ہے۔ ٹینڈر فیس 1,500 روپے اور زر ضمانت 2 فیصد مقرر ہے۔ نامکمل یا مشروط ٹینڈر قابل قبول نہ ہوں گے۔ (181, 815, 269, 945)
ad-body-text: محکمہ تعمیرات عامہ ضلع مظفرآباد کی جانب سے سڑکوں کی مرمت اور پختگی کے کام کے لیے تخمینہ لاگت 2005 کے تحت منظور شدہ نرخ کے مطابق پیشکش طلب کی جاتی ہے۔ ٹینڈر جمع کروانے کی آخری تاریخ 24-09-2025 مقرر کی گئی ہے اور اسی روز کھولے جائیں گے۔ اطلاع عام کے ذریعے مطلع کیا جاتا ہے کہ سائل نے عدالت ہذا میں درخواست دائر کی ہے جس کی سماعت مقرر کی گئی ہے۔ جملہ متعلقین کو ہدایت کی جاتی ہے کہ تاریخ پیشی پر حاضر عدالت ہو کر اپنا موقف پیش کریں بصورت دیگر کارروائی یکطرفہ عمل میں لائی جائے گی۔ (365, 12, 453, 102)
ad-title: ☆ جموں و کشمیر ٹائمز ☆ (375, 237, 444, 243)
newspaper-logo-icon: ج (82, 392, 88, 401)
court-notice-text: اطلاع دی جاتی ہے کہ سائل نے انتقال اراضی کی درستگی کے لیے درخواست گزاری ہے جس کی سماعت 19-09-25 کو مقرر ہے۔ فریقین بروقت حاضر ہوں۔ بصورت دیگر کارروائی یکطرفہ عمل میں لائی جائے گی۔ جاری شد بتاریخ 24/9/2025۔ (5, 1145, 87, 1190)
ad-body-text: اطلاع عام کے ذریعے مطلع کیا جاتا ہے کہ سائل نے عدالت ہذا میں درخواست دائر کی ہے جس کی سماعت مقرر کی گئی ہے۔ جملہ متعلقین کو ہدایت کی جاتی ہے کہ تاریخ پیشی پر حاضر عدالت ہو کر اپنا موقف پیش کریں بصورت دیگر کارروائی یکطرفہ عمل میں لائی جائے گی۔ محکمہ برقیات کی جانب سے بجلی کی ترسیلی لائنوں کی تنصیب کے لیے مطلوبہ سامان کی فراہمی کے لیے رجسٹرڈ فرمز سے کوٹیشن طلب کی جاتی ہے۔ ٹینڈر فیس 1,500 روپے اور زر ضمانت 2 فیصد مقرر ہے۔ نامکمل یا مشروط ٹینڈر قابل قبول نہ ہوں گے۔ ڈسٹرکٹ ہیلتھ آفیسر کی جانب سے ادویات اور طبی آلات کی خریداری کے لیے خواہشمند کمپنیوں سے پیشکش طلب کی جاتی ہے۔ مجاز اتھارٹی کو کوئی بھی یا تمام ٹینڈرز بغیر وجہ بتائے مسترد کرنے کا مکمل اختیار حاصل ہوگا۔ محکمہ تعلیم کے زیر انتظام سکولوں میں فرنیچر اور دیگر سامان کی فراہمی کے لیے اشتہار ہذا کے ذریعے مہر بند ٹینڈرز طلب کیے جاتے ہیں۔ ٹینڈرز مقررہ تاریخ کو حاضر ٹھیکیداران کی موجودگی میں کھولے جائیں گے۔ آزاد حکومت ریاست جموں و کشمیر کے محکمہ جات کی جانب سے اطلاع دی جاتی ہے کہ مذکورہ کام کے لیے خواہشمند فرمز اور ٹھیکیداران سے مہر بند ٹینڈرز طلب کیے جاتے ہیں۔ ٹینڈر فارم دفتر ہذا سے مقررہ فیس ادا کر کے حاصل کیے جا سکتے ہیں اور مقررہ تاریخ تک دفتر میں جمع کروائے جائیں گے۔ محکمہ تعمیرات عامہ ضلع مظفرآباد کی جانب سے سڑکوں کی مرمت اور پختگی کے کام کے لیے تخمینہ لاگت 2005 کے تحت منظور شدہ نرخ کے مطابق پیشکش طلب کی جاتی ہے۔ ٹینڈر جمع کروانے کی آخری تاریخ 24-09-2025 مقرر کی گئی ہے اور اسی روز کھولے جائیں گے۔ اطلاع عام کے ذریعے مطلع کیا جاتا ہے کہ سائل نے عدالت ہذا میں درخواست دائر کی ہے جس کی سماعت مقرر کی گئی ہے۔ جملہ متعلقین کو ہدایت کی جاتی ہے کہ تاریخ پیشی پر حاضر عدالت ہو کر اپنا موقف پیش کریں بصورت دیگر کارروائی یکطرفہ عمل میں لائی جائے گی۔ محکمہ برقیات کی جانب سے بجلی کی ترسیلی لائنوں کی تنصیب کے لیے مطلوبہ سامان کی فراہمی کے لیے رجسٹرڈ فرمز سے کوٹیشن طلب کی جاتی ہے۔ ٹینڈر فیس 1,500 روپے اور زر ضمانت 2 فیصد مقرر ہے۔ نامکمل یا مشروط ٹینڈر قابل قبول نہ ہوں گے۔ ڈسٹرکٹ ہیلتھ آفیسر کی جانب سے ادویات اور طبی آلات کی خریداری کے لیے خواہشمند کمپنیوں سے پیشکش طلب کی جاتی ہے۔ مجاز اتھارٹی کو کوئی بھی یا تمام ٹینڈرز بغیر وجہ بتائے مسترد کرنے کا مکمل اختیار حاصل ہوگا۔ محکمہ تعلیم کے زیر انتظام سکولوں میں فرنیچر اور دیگر سامان کی فراہمی کے لیے اشتہار ہذا کے ذریعے مہر بند ٹینڈرز طلب کیے جاتے ہیں۔ ٹینڈرز مقررہ تاریخ کو حاضر ٹھیکیداران کی موجودگی میں کھولے جائیں گے۔ آزاد حکومت ریاست جموں و کشمیر کے محکمہ جات کی جانب سے اطلاع دی جاتی ہے کہ مذکورہ کام کے لیے خواہشمند فرمز اور ٹھیکیداران سے مہر بند ٹینڈرز طلب کیے جاتے ہیں۔ ٹینڈر فارم دفتر ہذا سے مقررہ فیس ادا کر کے حاصل کیے جا سکتے ہیں اور مقررہ تاریخ تک دفتر میں جمع کروائے جائیں گے۔ محکمہ تعمیرات عامہ ضلع مظفرآباد کی جانب سے سڑکوں کی مرمت اور پختگی کے کام کے لیے تخمینہ لاگت 2005 کے تحت منظور شدہ نرخ کے مطابق پیشکش طلب کی جاتی ہے۔ ٹینڈر جمع کروانے کی آخری تاریخ 24-09-2025 مقرر کی گئی ہے اور اسی روز کھولے جائیں گے۔ (3, 1253, 89, 1781)
ad-title: ☆ جموں و کشمیر ٹائمز ☆ (103, 668, 171, 674)
ad-body-text: آزاد حکومت ریاست جموں و کشمیر کے محکمہ جات کی جانب سے اطلاع دی جاتی ہے کہ مذکورہ کام کے لیے خواہشمند فرمز اور ٹھیکیداران سے مہر بند ٹینڈرز طلب کیے جاتے ہیں۔ ٹینڈر فارم دفتر ہذا سے مقررہ فیس ادا کر کے حاصل کیے جا سکتے ہیں اور مقررہ تاریخ تک دفتر میں جمع کروائے جائیں گے۔ محکمہ تعمیرات عامہ ضلع مظفرآباد کی جانب سے سڑکوں کی مرمت اور پختگی کے کام کے لیے تخمینہ لاگت 2005 کے تحت منظور شدہ نرخ کے مطابق پیشکش طلب کی جاتی ہے۔ ٹینڈر جمع کروانے کی آخری تاریخ 24-09-2025 مقرر کی گئی ہے اور اسی روز کھولے جائیں گے۔ اطلاع عام کے ذریعے مطلع کیا جاتا ہے کہ سائل نے عدالت ہذا میں درخواست دائر کی ہے جس کی سماعت مقرر کی گئی ہے۔ جملہ متعلقین کو ہدایت کی جاتی ہے کہ تاریخ پیشی پر حاضر عدالت ہو کر اپنا موقف پیش کریں بصورت دیگر کارروائی یکطرفہ عمل میں لائی جائے گی۔ (92, 1252, 178, 1395)
ad-number-badge: 40 (273, 1078, 283, 1087)
ad-title: ☆ جموں و کشمیر ٹائمز ☆ (283, 799, 352, 805)
ad-number-badge: 71 (4, 686, 14, 695)
newspaper-logo-icon: ج (443, 1097, 452, 1107)
newspaper-logo-icon: ج (717, 1124, 721, 1133)
ad-number-badge: 26 (273, 373, 283, 382)
ad-body-text: اطلاع عام کے ذریعے مطلع کیا جاتا ہے کہ سائل نے عدالت ہذا میں درخواست دائر کی ہے جس کی سماعت مقرر کی گئی ہے۔ جملہ متعلقین کو ہدایت کی جاتی ہے کہ تاریخ پیشی پر حاضر عدالت ہو کر اپنا موقف پیش کریں بصورت دیگر کارروائی یکطرفہ عمل میں لائی جائے گی۔ محکمہ برقیات کی جانب سے بجلی کی ترسیلی لائنوں کی تنصیب کے لیے مطلوبہ سامان کی فراہمی کے لیے رجسٹرڈ فرمز سے کوٹیشن طلب کی جاتی ہے۔ ٹینڈر فیس 1,500 روپے اور زر ضمانت 2 فیصد مقرر ہے۔ نامکمل یا مشروط ٹینڈر قابل قبول نہ ہوں گے۔ ڈسٹرکٹ ہیلتھ آفیسر کی جانب سے ادویات اور طبی آلات کی خریداری کے لیے خواہشمند کمپنیوں سے پیشکش طلب کی جاتی ہے۔ مجاز اتھارٹی کو کوئی بھی یا تمام ٹینڈرز بغیر وجہ بتائے مسترد کرنے کا مکمل اختیار حاصل ہوگا۔ (3, 259, 89, 390)
ad-header (181, 803, 269, 813)
ad-body-text: آزاد حکومت ریاست جموں و کشمیر کے محکمہ جات کی جانب سے اطلاع دی جاتی ہے کہ مذکورہ کام کے لیے خواہشمند فرمز اور ٹھیکیداران سے مہر بند ٹینڈرز طلب کیے جاتے ہیں۔ ٹینڈر فارم دفتر ہذا سے مقررہ فیس ادا کر کے حاصل کیے جا سکتے ہیں اور مقررہ تاریخ تک دفتر میں جمع کروائے جائیں گے۔ محکمہ تعمیرات عامہ ضلع مظفرآباد کی جانب سے سڑکوں کی مرمت اور پختگی کے کام کے لیے تخمینہ لاگت 2005 کے تحت منظور شدہ نرخ کے مطابق پیشکش طلب کی جاتی ہے۔ ٹینڈر جمع کروانے کی آخری تاریخ 24-09-2025 مقرر کی گئی ہے اور اسی روز کھولے جائیں گے۔ اطلاع عام کے ذریعے مطلع کیا جاتا ہے کہ سائل نے عدالت ہذا میں درخواست دائر کی ہے جس کی سماعت مقرر کی گئی ہے۔ جملہ متعلقین کو ہدایت کی جاتی ہے کہ تاریخ پیشی پر حاضر عدالت ہو کر اپنا موقف پیش کریں بصورت دیگر کارروائی یکطرفہ عمل میں لائی جائے گی۔ (365, 247, 453, 390)
newspaper-logo-icon: ج (717, 641, 721, 650)
ad-body-text: آزاد حکومت ریاست جموں و کشمیر کے محکمہ جات کی جانب سے اطلاع دی جاتی ہے کہ مذکورہ کام کے لیے خواہشمند فرمز اور ٹھیکیداران سے مہر بند ٹینڈرز طلب کیے جاتے ہیں۔ ٹینڈر فارم دفتر ہذا سے مقررہ فیس ادا کر کے حاصل کیے جا سکتے ہیں اور مقررہ تاریخ تک دفتر میں جمع کروائے جائیں گے۔ محکمہ تعمیرات عامہ ضلع مظفرآباد کی جانب سے سڑکوں کی مرمت اور پختگی کے کام کے لیے تخمینہ لاگت 2005 کے تحت منظور شدہ نرخ کے مطابق پیشکش طلب کی جاتی ہے۔ ٹینڈر جمع کروانے کی آخری تاریخ 24-09-2025 مقرر کی گئی ہے اور اسی روز کھولے جائیں گے۔ اطلاع عام کے ذریعے مطلع کیا جاتا ہے کہ سائل نے عدالت ہذا میں درخواست دائر کی ہے جس کی سماعت مقرر کی گئی ہے۔ جملہ متعلقین کو ہدایت کی جاتی ہے کہ تاریخ پیشی پر حاضر عدالت ہو کر اپنا موقف پیش کریں بصورت دیگر کارروائی یکطرفہ عمل میں لائی جائے گی۔ (365, 821, 453, 965)
ad-body-text: آزاد حکومت ریاست جموں و کشمیر کے محکمہ جات کی جانب سے اطلاع دی جاتی ہے کہ مذکورہ کام کے لیے خواہشمند فرمز اور ٹھیکیداران سے مہر بند ٹینڈرز طلب کیے جاتے ہیں۔ ٹینڈر فارم دفتر ہذا سے مقررہ فیس ادا کر کے حاصل کیے جا سکتے ہیں اور مقررہ تاریخ تک دفتر میں جمع کروائے جائیں گے۔ محکمہ تعمیرات عامہ ضلع مظفرآباد کی جانب سے سڑکوں کی مرمت اور پختگی کے کام کے لیے تخمینہ لاگت 2005 کے تحت منظور شدہ نرخ کے مطابق پیشکش طلب کی جاتی ہے۔ ٹینڈر جمع کروانے کی آخری تاریخ 24-09-2025 مقرر کی گئی ہے اور اسی روز کھولے جائیں گے۔ اطلاع عام کے ذریعے مطلع کیا جاتا ہے کہ سائل نے عدالت ہذا میں درخواست دائر کی ہے جس کی سماعت مقرر کی گئی ہے۔ جملہ متعلقین کو ہدایت کی جاتی ہے کہ تاریخ پیشی پر حاضر عدالت ہو کر اپنا موقف پیش کریں بصورت دیگر کارروائی یکطرفہ عمل میں لائی جائے گی۔ (639, 1278, 718, 1434)
ad-number-badge: 70 (4, 542, 14, 551)
ad-body-text: محکمہ تعمیرات عامہ ضلع مظفرآباد کی جانب سے سڑکوں کی مرمت اور پختگی کے کام کے لیے تخمینہ لاگت 2005 کے تحت منظور شدہ نرخ کے مطابق پیشکش طلب کی جاتی ہے۔ ٹینڈر جمع کروانے کی آخری تاریخ 24-09-2025 مقرر کی گئی ہے اور اسی روز کھولے جائیں گے۔ اطلاع عام کے ذریعے مطلع کیا جاتا ہے کہ سائل نے عدالت ہذا میں درخواست دائر کی ہے جس کی سماعت مقرر کی گئی ہے۔ جملہ متعلقین کو ہدایت کی جاتی ہے کہ تاریخ پیشی پر حاضر عدالت ہو کر اپنا موقف پیش کریں بصورت دیگر کارروائی یکطرفہ عمل میں لائی جائے گی۔ محکمہ برقیات کی جانب سے بجلی کی ترسیلی لائنوں کی تنصیب کے لیے مطلوبہ سامان کی فراہمی کے لیے رجسٹرڈ فرمز سے کوٹیشن طلب کی جاتی ہے۔ ٹینڈر فیس 1,500 روپے اور زر ضمانت 2 فیصد مقرر ہے۔ نامکمل یا مشروط ٹینڈر قابل قبول نہ ہوں گے۔ ڈسٹرکٹ ہیلتھ آفیسر کی جانب سے ادویات اور طبی آلات کی خریداری کے لیے خواہشمند کمپنیوں سے پیشکش طلب کی جاتی ہے۔ مجاز اتھارٹی کو کوئی بھی یا تمام ٹینڈرز بغیر وجہ بتائے مسترد کرنے کا مکمل اختیار حاصل ہوگا۔ محکمہ تعلیم کے زیر انتظام سکولوں میں فرنیچر اور دیگر سامان کی فراہمی کے لیے اشتہار ہذا کے ذریعے مہر بند ٹینڈرز طلب کیے جاتے ہیں۔ ٹینڈرز مقررہ تاریخ کو حاضر ٹھیکیداران کی موجودگی میں کھولے جائیں گے۔ آزاد حکومت ریاست جموں و کشمیر کے محکمہ جات کی جانب سے اطلاع دی جاتی ہے کہ مذکورہ کام کے لیے خواہشمند فرمز اور ٹھیکیداران سے مہر بند ٹینڈرز طلب کیے جاتے ہیں۔ ٹینڈر فارم دفتر ہذا سے مقررہ فیس ادا کر کے حاصل کیے جا سکتے ہیں اور مقررہ تاریخ تک دفتر میں جمع کروائے جائیں گے۔ (456, 644, 545, 898)
newspaper-logo-icon: ج (352, 516, 361, 525)
ad-title: ☆ جموں و کشمیر ٹائمز ☆ (375, 393, 444, 400)
ad-body-text: آزاد حکومت ریاست جموں و کشمیر کے محکمہ جات کی جانب سے اطلاع دی جاتی ہے کہ مذکورہ کام کے لیے خواہشمند فرمز اور ٹھیکیداران سے مہر بند ٹینڈرز طلب کیے جاتے ہیں۔ ٹینڈر فارم دفتر ہذا سے مقررہ فیس ادا کر کے حاصل کیے جا سکتے ہیں اور مقررہ تاریخ تک دفتر میں جمع کروائے جائیں گے۔ محکمہ تعمیرات عامہ ضلع مظفرآباد کی جانب سے سڑکوں کی مرمت اور پختگی کے کام کے لیے تخمینہ لاگت 2005 کے تحت منظور شدہ نرخ کے مطابق پیشکش طلب کی جاتی ہے۔ ٹینڈر جمع کروانے کی آخری تاریخ 24-09-2025 مقرر کی گئی ہے اور اسی روز کھولے جائیں گے۔ اطلاع عام کے ذریعے مطلع کیا جاتا ہے کہ سائل نے عدالت ہذا میں درخواست دائر کی ہے جس کی سماعت مقرر کی گئی ہے۔ جملہ متعلقین کو ہدایت کی جاتی ہے کہ تاریخ پیشی پر حاضر عدالت ہو کر اپنا موقف پیش کریں بصورت دیگر کارروائی یکطرفہ عمل میں لائی جائے گی۔ (639, 965, 718, 1121)
ad-title: ☆ جموں و کشمیر ٹائمز ☆ (467, 100, 535, 106)
ad-title: ☆ جموں و کشمیر ٹائمز ☆ (192, 1229, 260, 1236)
ad-header (3, 542, 89, 552)
newspaper-logo-icon: ج (82, 249, 88, 258)
newspaper-logo-icon: ج (443, 236, 452, 245)
ad-number-badge: 29 (273, 797, 283, 806)
ad-body-text: اطلاع عام کے ذریعے مطلع کیا جاتا ہے کہ سائل نے عدالت ہذا میں درخواست دائر کی ہے جس کی سماعت مقرر کی گئی ہے۔ جملہ متعلقین کو ہدایت کی جاتی ہے کہ تاریخ پیشی پر حاضر عدالت ہو کر اپنا موقف پیش کریں بصورت دیگر کارروائی یکطرفہ عمل میں لائی جائے گی۔ محکمہ برقیات کی جانب سے بجلی کی ترسیلی لائنوں کی تنصیب کے لیے مطلوبہ سامان کی فراہمی کے لیے رجسٹرڈ فرمز سے کوٹیشن طلب کی جاتی ہے۔ ٹینڈر فیس 1,500 روپے اور زر ضمانت 2 فیصد مقرر ہے۔ نامکمل یا مشروط ٹینڈر قابل قبول نہ ہوں گے۔ ڈسٹرکٹ ہیلتھ آفیسر کی جانب سے ادویات اور طبی آلات کی خریداری کے لیے خواہشمند کمپنیوں سے پیشکش طلب کی جاتی ہے۔ مجاز اتھارٹی کو کوئی بھی یا تمام ٹینڈرز بغیر وجہ بتائے مسترد کرنے کا مکمل اختیار حاصل ہوگا۔ (272, 1370, 362, 1493)
ad-body-text: محکمہ برقیات کی جانب سے بجلی کی ترسیلی لائنوں کی تنصیب کے لیے مطلوبہ سامان کی فراہمی کے لیے رجسٹرڈ فرمز سے کوٹیشن طلب کی جاتی ہے۔ ٹینڈر فیس 1,500 روپے اور زر ضمانت 2 فیصد مقرر ہے۔ نامکمل یا مشروط ٹینڈر قابل قبول نہ ہوں گے۔ ڈسٹرکٹ ہیلتھ آفیسر کی جانب سے ادویات اور طبی آلات کی خریداری کے لیے خواہشمند کمپنیوں سے پیشکش طلب کی جاتی ہے۔ مجاز اتھارٹی کو کوئی بھی یا تمام ٹینڈرز بغیر وجہ بتائے مسترد کرنے کا مکمل اختیار حاصل ہوگا۔ محکمہ تعلیم کے زیر انتظام سکولوں میں فرنیچر اور دیگر سامان کی فراہمی کے لیے اشتہار ہذا کے ذریعے مہر بند ٹینڈرز طلب کیے جاتے ہیں۔ ٹینڈرز مقررہ تاریخ کو حاضر ٹھیکیداران کی موجودگی میں کھولے جائیں گے۔ آزاد حکومت ریاست جموں و کشمیر کے محکمہ جات کی جانب سے اطلاع دی جاتی ہے کہ مذکورہ کام کے لیے خواہشمند فرمز اور ٹھیکیداران سے مہر بند ٹینڈرز طلب کیے جاتے ہیں۔ ٹینڈر فارم دفتر ہذا سے مقررہ فیس ادا کر کے حاصل کیے جا سکتے ہیں اور مقررہ تاریخ تک دفتر میں جمع کروائے جائیں گے۔ محکمہ تعمیرات عامہ ضلع مظفرآباد کی جانب سے سڑکوں کی مرمت اور پختگی کے کام کے لیے تخمینہ لاگت 2005 کے تحت منظور شدہ نرخ کے مطابق پیشکش طلب کی جاتی ہے۔ ٹینڈر جمع کروانے کی آخری تاریخ 24-09-2025 مقرر کی گئی ہے اور اسی روز کھولے جائیں گے۔ اطلاع عام کے ذریعے مطلع کیا جاتا ہے کہ سائل نے عدالت ہذا میں درخواست دائر کی ہے جس کی سماعت مقرر کی گئی ہے۔ جملہ متعلقین کو ہدایت کی جاتی ہے کہ تاریخ پیشی پر حاضر عدالت ہو کر اپنا موقف پیش کریں بصورت دیگر کارروائی یکطرفہ عمل میں لائی جائے گی۔ محکمہ برقیات کی جانب سے بجلی کی ترسیلی لائنوں کی تنصیب کے لیے مطلوبہ سامان کی فراہمی کے لیے رجسٹرڈ فرمز سے کوٹیشن طلب کی جاتی ہے۔ ٹینڈر فیس 1,500 روپے اور زر ضمانت 2 فیصد مقرر ہے۔ نامکمل یا مشروط ٹینڈر قابل قبول نہ ہوں گے۔ ڈسٹرکٹ ہیلتھ آفیسر کی جانب سے ادویات اور طبی آلات کی خریداری کے لیے خواہشمند کمپنیوں سے پیشکش طلب کی جاتی ہے۔ مجاز اتھارٹی کو کوئی بھی یا تمام ٹینڈرز بغیر وجہ بتائے مسترد کرنے کا مکمل اختیار حاصل ہوگا۔ محکمہ تعلیم کے زیر انتظام سکولوں میں فرنیچر اور دیگر سامان کی فراہمی کے لیے اشتہار ہذا کے ذریعے مہر بند ٹینڈرز طلب کیے جاتے ہیں۔ ٹینڈرز مقررہ تاریخ کو حاضر ٹھیکیداران کی موجودگی میں کھولے جائیں گے۔ آزاد حکومت ریاست جموں و کشمیر کے محکمہ جات کی جانب سے اطلاع دی جاتی ہے کہ مذکورہ کام کے لیے خواہشمند فرمز اور ٹھیکیداران سے مہر بند ٹینڈرز طلب کیے جاتے ہیں۔ ٹینڈر فارم دفتر ہذا سے مقررہ فیس ادا کر کے حاصل کیے جا سکتے ہیں اور مقررہ تاریخ تک دفتر میں جمع کروائے جائیں گے۔ محکمہ تعمیرات عامہ ضلع مظفرآباد کی جانب سے سڑکوں کی مرمت اور پختگی کے کام کے لیے تخمینہ لاگت 2005 کے تحت منظور شدہ نرخ کے مطابق پیشکش طلب کی جاتی ہے۔ ٹینڈر جمع کروانے کی آخری تاریخ 24-09-2025 مقرر کی گئی ہے اور اسی روز کھولے جائیں گے۔ اطلاع عام کے ذریعے مطلع کیا جاتا ہے کہ سائل نے عدالت ہذا میں درخواست دائر کی ہے جس کی سماعت مقرر کی گئی ہے۔ جملہ متعلقین کو ہدایت کی جاتی ہے کہ تاریخ پیشی پر حاضر عدالت ہو کر اپنا موقف پیش کریں بصورت دیگر کارروائی یکطرفہ عمل میں لائی جائے گی۔ (365, 1252, 453, 1759)
ad-header (181, 1926, 269, 1936)
ad-number-badge: 63 (92, 823, 103, 832)
